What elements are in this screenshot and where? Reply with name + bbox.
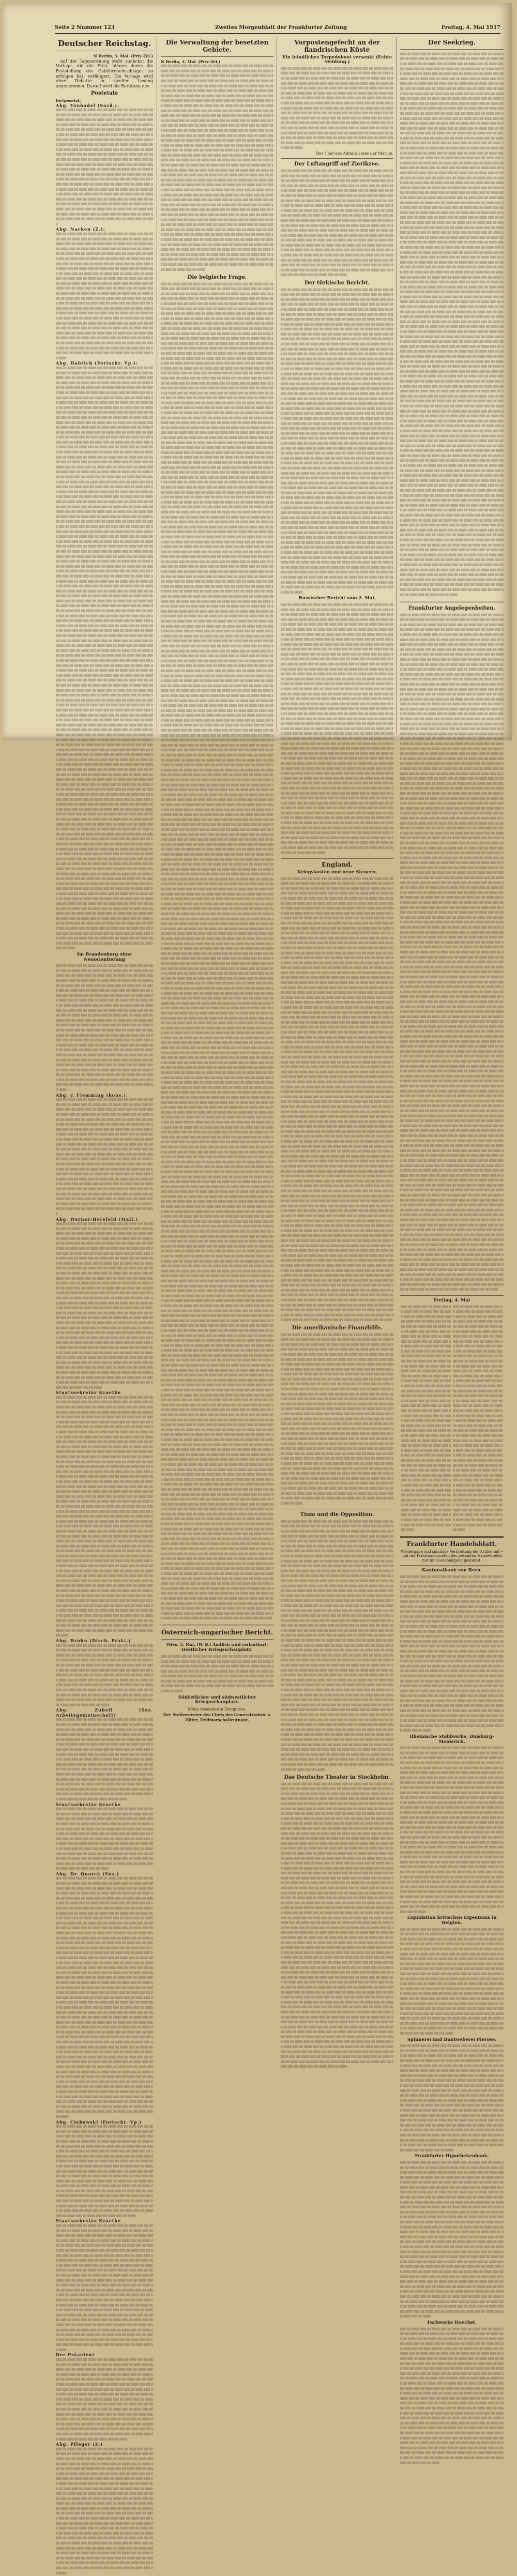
section-heading: Die belgische Frage. (187, 275, 247, 281)
article-headline: Deutscher Reichstag. (57, 39, 151, 48)
article-headline: Die Verwaltung der besetzten Gebiete. (165, 39, 269, 53)
body-text: ███ ██ ████ ███ ██ ████ ███ ██ ████ ███ ██ ████ ███ ██ ████ ███ ██ ████ ███ ██ ████ ███ ██ ████ ███ ██ ████ ███ ██ ████ ███ ██ ████ ███ ██ ████ ███ ██ ████ ███ ██ ████ ███ ██ ████ ███ ██ ████ ███ ██ ████ ███ ██ ████ ███ ██ ████ ███ ██ ████ ███ ██ ████ ███ ██ ████ ███ ██ ████ ███ ██ ████ ███ ██ ████ ███ ██ ████ ███ ██ ████ ███ ██ ████ ███ ██ ████ ███ ██ ████ ███ ██ ████ ███ ██ ████ ███ ██ ████ ███ ██ ████ ███ ██ ████ ███ ██ ████ ███ ██ ████ ███ ██ ████ ███ ██ ████ ███ ██ ████ ███ ██ ████ ███ ██ ████ ███ ██ ████ ███ ██ ████ ███ ██ ████ ███ ██ ████ ███ ██ ████ ███ ██ ████ ███ ██ ████ ███ ██ ████ ███ ██ ████ ███ ██ ████ ███ ██ ████ ███ ██ ████ ███ ██ ████ ███ ██ ████ ███ ██ ████ ███ ██ ████ ███ ██ ████ ███ ██ ████ ███ ██ ████ ███ ██ ████ ███ ██ ████ ███ ██ ████ ███ ██ ████ ███ ██ ████ ███ ██ ████ ███ ██ ████ ███ ██ ████ ███ ██ ████ ███ ██ ████ ███ ██ ████ ███ ██ ████ ███ ██ ████ ███ ██ ████ ███ ██ ████ ███ ██ ████ ███ ██ ████ ███ ██ ████ ███ ██ ████ ███ ██ ████ ███ ██ ████ ███ ██ ████ ███ ██ ████ ███ ██ ████ ███ ██ ████ ███ ██ ████ ███ ██ ████ ███ ██ ████ ███ ██ ████ ███ ██ ████ ███ ██ ████ ███ ██ ████ ███ ██ ████ ███ ██ ████ ███ ██ ████ ███ ██ ████ ███ ██ ████ ███ ██ ████ ███ ██ ████ ███ ██ ████ ███ ██ ████ ███ ██ ████ ███ ██ ████ ███ ██ ████ ███ ██ ████ ███ ██ ████ ███ ██ ████ ███ ██ ████ ███ ██ ████ ███ ██ ████ ███ ██ ████ ███ ██ ████ ███ ██ ████ ███ ██ ████ ███ ██ ████ ███ ██ ████ ███ ██ ████ ███ ██ ████ ███ ██ ████ (281, 170, 393, 277)
dateline: Wien, 3. Mai. (W. B.) Amtlich wird verlautbart: (166, 1642, 268, 1647)
speaker: Abg. Pfleger (Z.) (56, 2442, 103, 2447)
body-text: ███ ██ ████ ███ ██ ████ ███ ██ ████ ███ ██ ████ ███ ██ ████ ███ ██ ████ ███ ██ ████ ███ ██ ████ ███ ██ ████ ███ ██ ████ ███ ██ ████ ███ ██ ████ ███ ██ ████ ███ ██ ████ ███ ██ ████ ███ ██ ████ ███ ██ ████ ███ ██ ████ ███ ██ ████ ███ ██ ████ ███ ██ ████ ███ ██ ████ ███ ██ ████ ███ ██ ████ ███ ██ ████ ███ ██ ████ ███ ██ ████ ███ ██ ████ ███ ██ ████ ███ ██ ████ ███ ██ ████ ███ ██ ████ ███ ██ ████ ███ ██ ████ ███ ██ ████ ███ ██ ████ ███ ██ ████ ███ ██ ████ ███ ██ ████ ███ ██ ████ ███ ██ ████ ███ ██ ████ ███ ██ ████ ███ ██ ████ ███ ██ ████ ███ ██ ████ ███ ██ ████ ███ ██ ████ ███ ██ ████ ███ ██ ████ ███ ██ ████ ███ ██ ████ ███ ██ ████ ███ ██ ████ ███ ██ ████ ███ ██ ████ ███ ██ ████ ███ ██ ████ ███ ██ ████ ███ ██ ████ ███ ██ ████ ███ ██ ████ ███ ██ ████ ███ ██ ████ ███ ██ ████ ███ ██ ████ ███ ██ ████ ███ ██ ████ ███ ██ ████ ███ ██ ████ ███ ██ ████ ███ ██ ████ ███ ██ ████ ███ ██ ████ ███ ██ ████ ███ ██ ████ ███ ██ ████ ███ ██ ████ ███ ██ ████ ███ ██ ████ ███ ██ ████ ███ ██ ████ ███ ██ ████ ███ ██ ████ ███ ██ ████ ███ ██ ████ ███ ██ ████ ███ ██ ████ ███ ██ ████ ███ ██ ████ ███ ██ ████ ███ ██ ████ ███ ██ ████ ███ ██ ████ ███ ██ ████ ███ ██ ████ ███ ██ ████ ███ ██ ████ ███ ██ ████ ███ ██ ████ ███ ██ ████ ███ ██ ████ ███ ██ ████ ███ ██ ████ ███ ██ ████ ███ ██ ████ ███ ██ ████ ███ ██ ████ ███ ██ ████ ███ ██ ████ (400, 2045, 504, 2152)
column-2 (161, 37, 273, 1723)
business-item-title: Rheinische Stahlwerke, Duisburg-Meiderich. (409, 1734, 494, 1745)
article-headline: Die amerikanische Finanzhilfe. (292, 1325, 383, 1331)
speaker: Abg. Ciebowski (Fortschr. Vp.) (56, 2119, 142, 2125)
body-text: ███ ██ ████ ███ ██ ████ ███ ██ ████ ███ ██ ████ ███ ██ ████ ███ ██ ████ ███ ██ ████ ███ ██ ████ ███ ██ ████ ███ ██ ████ ███ ██ ████ ███ ██ ████ ███ ██ ████ ███ ██ ████ ███ ██ ████ ███ ██ ████ ███ ██ ████ ███ ██ ████ ███ ██ ████ ███ ██ ████ ███ ██ ████ ███ ██ ████ ███ ██ ████ ███ ██ ████ ███ ██ ████ ███ ██ ████ ███ ██ ████ ███ ██ ████ ███ ██ ████ ███ ██ ████ ███ ██ ████ ███ ██ ████ ███ ██ ████ ███ ██ ████ ███ ██ ████ ███ ██ ████ ███ ██ ████ ███ ██ ████ ███ ██ ████ ███ ██ ████ ███ ██ ████ ███ ██ ████ ███ ██ ████ ███ ██ ████ ███ ██ ████ ███ ██ ████ ███ ██ ████ ███ ██ ████ ███ ██ ████ ███ ██ ████ ███ ██ ████ ███ ██ ████ ███ ██ ████ ███ ██ ████ ███ ██ ████ ███ ██ ████ ███ ██ ████ ███ ██ ████ ███ ██ ████ ███ ██ ████ ███ ██ ████ ███ ██ ████ ███ ██ ████ ███ ██ ████ ███ ██ ████ ███ ██ ████ ███ ██ ████ ███ ██ ████ ███ ██ ████ ███ ██ ████ ███ ██ ████ ███ ██ ████ ███ ██ ████ ███ ██ ████ ███ ██ ████ ███ ██ ████ ███ ██ ████ ███ ██ ████ ███ ██ ████ ███ ██ ████ (56, 2359, 153, 2441)
article-headline: Der Luftangriff auf Zierikzee. (294, 161, 380, 168)
page-number: Seite 2 Nummer 123 (55, 25, 115, 31)
report-signoff: Der Chef des Admiralstabs der Marine. (316, 150, 393, 156)
body-text: ███ ██ ████ ███ ██ ████ ███ ██ ████ ███ ██ ████ ███ ██ ████ ███ ██ ████ ███ ██ ████ ███ ██ ████ ███ ██ ████ ███ ██ ████ ███ ██ ████ ███ ██ ████ ███ ██ ████ ███ ██ ████ ███ ██ ████ ███ ██ ████ ███ ██ ████ ███ ██ ████ ███ ██ ████ ███ ██ ████ ███ ██ ████ ███ ██ ████ ███ ██ ████ ███ ██ ████ ███ ██ ████ ███ ██ ████ ███ ██ ████ ███ ██ ████ ███ ██ ████ ███ ██ ████ ███ ██ ████ ███ ██ ████ ███ ██ ████ ███ ██ ████ ███ ██ ████ ███ ██ ████ ███ ██ ████ ███ ██ ████ ███ ██ ████ ███ ██ ████ ███ ██ ████ ███ ██ ████ ███ ██ ████ ███ ██ ████ ███ ██ ████ ███ ██ ████ ███ ██ ████ ███ ██ ████ ███ ██ ████ ███ ██ ████ ███ ██ ████ ███ ██ ████ ███ ██ ████ ███ ██ ████ ███ ██ ████ ███ ██ ████ ███ ██ ████ ███ ██ ████ ███ ██ ████ ███ ██ ████ ███ ██ ████ ███ ██ ████ ███ ██ ████ ███ ██ ████ ███ ██ ████ ███ ██ ████ ███ ██ ████ ███ ██ ████ ███ ██ ████ ███ ██ ████ ███ ██ ████ ███ ██ ████ ███ ██ ████ ███ ██ ████ ███ ██ ████ ███ ██ ████ ███ ██ ████ ███ ██ ████ ███ ██ ████ ███ ██ ████ ███ ██ ████ ███ ██ ████ ███ ██ ████ ███ ██ ████ ███ ██ ████ ███ ██ ████ ███ ██ ████ ███ ██ ████ ███ ██ ████ ███ ██ ████ ███ ██ ████ ███ ██ ████ ███ ██ ████ ███ ██ ████ ███ ██ ████ ███ ██ ████ ███ ██ ████ ███ ██ ████ ███ ██ ████ ███ ██ ████ ███ ██ ████ ███ ██ ████ ███ ██ ████ ███ ██ ████ ███ ██ ████ ███ ██ ████ ███ ██ ████ ███ ██ ████ ███ ██ ████ ███ ██ ████ ███ ██ ████ ███ ██ ████ ███ ██ ████ ███ ██ ████ ███ ██ ████ ███ ██ ████ ███ ██ ████ ███ ██ ████ ███ ██ ████ ███ ██ ████ ███ ██ ████ ███ ██ ████ ███ ██ ████ ███ ██ ████ ███ ██ ████ ███ ██ ████ ███ ██ ████ ███ ██ ████ ███ ██ ████ ███ ██ ████ ███ ██ ████ ███ ██ ████ ███ ██ ████ ███ ██ ████ ███ ██ ████ ███ ██ ████ ███ ██ ████ ███ ██ ████ ███ ██ ████ ███ ██ ████ ███ ██ ████ ███ ██ ████ ███ ██ ████ ███ ██ ████ ███ ██ ████ ███ ██ ████ ███ ██ ████ ███ ██ ████ ███ ██ ████ ███ ██ ████ ███ ██ ████ ███ ██ ████ ███ ██ ████ ███ ██ ████ ███ ██ ████ ███ ██ ████ ███ ██ ████ ███ ██ ████ ███ ██ ████ ███ ██ ████ ███ ██ ████ ███ ██ ████ ███ ██ ████ ███ ██ ████ ███ ██ ████ ███ ██ ████ ███ ██ ████ ███ ██ ████ ███ ██ ████ ███ ██ ████ ███ ██ ████ ███ ██ ████ ███ ██ ████ ███ ██ ████ ███ ██ ████ ███ ██ ████ ███ ██ ████ ███ ██ ████ ███ ██ ████ ███ ██ ████ ███ ██ ████ ███ ██ ████ ███ ██ ████ ███ ██ ████ ███ ██ ████ ███ ██ ████ ███ ██ ████ ███ ██ ████ ███ ██ ████ ███ ██ ████ ███ ██ ████ ███ ██ ████ ███ ██ ████ ███ ██ ████ ███ ██ ████ ███ ██ ████ ███ ██ ████ ███ ██ ████ ███ ██ ████ ███ ██ ████ ███ ██ ████ ███ ██ ████ ███ ██ ████ ███ ██ ████ ███ ██ ████ ███ ██ ████ ███ ██ ████ ███ ██ ████ ███ ██ ████ ███ ██ ████ ███ ██ ████ ███ ██ ████ ███ ██ ████ ███ ██ ████ ███ ██ ████ ███ ██ ████ ███ ██ ████ ███ ██ ████ ███ ██ ████ ███ ██ ████ ███ ██ ████ ███ ██ ████ ███ ██ ████ ███ ██ ████ ███ ██ ████ ███ ██ ████ ███ ██ ████ ███ ██ ████ ███ ██ ████ ███ ██ ████ ███ ██ ████ ███ ██ ████ ███ ██ ████ ███ ██ ████ ███ ██ ████ ███ ██ ████ ███ ██ ████ ███ ██ ████ ███ ██ ████ ███ ██ ████ ███ ██ ████ ███ ██ ████ ███ ██ ████ ███ ██ ████ ███ ██ ████ ███ ██ ████ ███ ██ ████ ███ ██ ████ ███ ██ ████ ███ ██ ████ ███ ██ ████ ███ ██ ████ ███ ██ ████ ███ ██ ████ ███ ██ ████ ███ ██ ████ ███ ██ ████ ███ ██ ████ ███ ██ ████ ███ ██ ████ ███ ██ ████ ███ ██ ████ ███ ██ ████ ███ ██ ████ ███ ██ ████ ███ ██ ████ ███ ██ ████ ███ ██ ████ ███ ██ ████ ███ ██ ████ ███ ██ ████ ███ ██ ████ ███ ██ ████ ███ ██ ████ ███ ██ ████ ███ ██ ████ ███ ██ ████ ███ ██ ████ ███ ██ ████ ███ ██ ████ ███ ██ ████ ███ ██ ████ ███ ██ ████ ███ ██ ████ ███ ██ ████ ███ ██ ████ ███ ██ ████ ███ ██ ████ ███ ██ ████ ███ ██ ████ ███ ██ ████ ███ ██ ████ ███ ██ ████ ███ ██ ████ ███ ██ ████ ███ ██ ████ ███ ██ ████ ███ ██ ████ ███ ██ ████ ███ ██ ████ ███ ██ ████ ███ ██ ████ ███ ██ ████ ███ ██ ████ ███ ██ ████ ███ ██ ████ ███ ██ ████ ███ ██ ████ ███ ██ ████ ███ ██ ████ ███ ██ ████ ███ ██ ████ ███ ██ ████ ███ ██ ████ ███ ██ ████ ███ ██ ████ ███ ██ ████ ███ ██ ████ ███ ██ ████ ███ ██ ████ ███ ██ ████ ███ ██ ████ ███ ██ ████ ███ ██ ████ ███ ██ ████ ███ ██ ████ ███ ██ ████ ███ ██ ████ ███ ██ ████ ███ ██ ████ ███ ██ ████ ███ ██ ████ ███ ██ ████ ███ ██ ████ ███ ██ ████ ███ ██ ████ ███ ██ ████ ███ ██ ████ ███ ██ ████ ███ ██ ████ ███ ██ ████ ███ ██ ████ ███ ██ ████ ███ ██ ████ ███ ██ ████ ███ ██ ████ ███ ██ ████ ███ ██ ████ ███ ██ ████ ███ ██ ████ ███ ██ ████ ███ ██ ████ ███ ██ ████ ███ ██ ████ ███ ██ ████ ███ ██ ████ ███ ██ ████ ███ ██ ████ ███ ██ ████ ███ ██ ████ ███ ██ ████ ███ ██ ████ ███ ██ ████ ███ ██ ████ ███ ██ ████ ███ ██ ████ ███ ██ ████ ███ ██ ████ ███ ██ ████ ███ ██ ████ ███ ██ ████ ███ ██ ████ ███ ██ ████ ███ ██ ████ ███ ██ ████ ███ ██ ████ ███ ██ ████ ███ ██ ████ ███ ██ ████ ███ ██ ████ ███ ██ ████ ███ ██ ████ ███ ██ ████ ███ ██ ████ ███ ██ ████ ███ ██ ████ ███ ██ ████ ███ ██ ████ ███ ██ ████ ███ ██ ████ ███ ██ ████ ███ ██ ████ ███ ██ ████ ███ ██ ████ ███ ██ ████ ███ ██ ████ ███ ██ ████ ███ ██ ████ ███ ██ ████ ███ ██ ████ ███ ██ ████ ███ ██ ████ ███ ██ ████ ███ ██ ████ ███ ██ ████ ███ ██ ████ ███ ██ ████ ███ ██ ████ ███ ██ ████ ███ ██ ████ ███ ██ ████ ███ ██ ████ ███ ██ ████ ███ ██ ████ ███ ██ ████ ███ ██ ████ ███ ██ ████ ███ ██ ████ ███ ██ ████ ███ ██ ████ ███ ██ ████ ███ ██ ████ ███ ██ ████ ███ ██ ████ ███ ██ ████ ███ ██ ████ ███ ██ ████ ███ ██ ████ ███ ██ ████ ███ ██ ████ ███ ██ ████ ███ ██ ████ ███ ██ ████ ███ ██ ████ ███ ██ ████ ███ ██ ████ ███ ██ ████ ███ ██ ████ ███ ██ ████ ███ ██ ████ ███ ██ ████ ███ ██ ████ ███ ██ ████ ███ ██ ████ ███ ██ ████ ███ ██ ████ ███ ██ ████ ███ ██ ████ ███ ██ ████ ███ ██ ████ ███ ██ ████ ███ ██ ████ ███ ██ ████ ███ ██ ████ ███ ██ ████ ███ ██ ████ ███ ██ ████ ███ ██ ████ ███ ██ ████ ███ ██ ████ ███ ██ ████ ███ ██ ████ ███ ██ ████ ███ ██ ████ ███ ██ ████ ███ ██ ████ ███ ██ ████ ███ ██ ████ ███ ██ ████ ███ ██ ████ ███ ██ ████ ███ ██ ████ ███ ██ ████ ███ ██ ████ ███ ██ ████ ███ ██ ████ ███ ██ ████ ███ ██ ████ ███ ██ ████ ███ ██ ████ ███ ██ ████ ███ ██ ████ ███ ██ ████ ███ ██ ████ ███ ██ ████ ███ ██ ████ ███ ██ ████ ███ ██ ████ ███ ██ ████ ███ ██ ████ ███ ██ ████ ███ ██ ████ ███ ██ ████ ███ ██ ████ ███ ██ ████ ███ ██ ████ ███ ██ ████ ███ ██ ████ ███ ██ ████ ███ ██ ████ ███ ██ ████ ███ ██ ████ ███ ██ ████ ███ ██ ████ ███ ██ ████ ███ ██ ████ ███ ██ ████ ███ ██ ████ ███ ██ ████ ███ ██ ████ ███ ██ ████ ███ ██ ████ ███ ██ ████ ███ ██ ████ ███ ██ ████ ███ ██ ████ ███ ██ ████ ███ ██ ████ ███ ██ ████ ███ ██ ████ ███ ██ ████ ███ ██ ████ ███ ██ ████ ███ ██ ████ ███ ██ ████ ███ ██ ████ ███ ██ ████ ███ ██ ████ ███ ██ ████ ███ ██ ████ ███ ██ ████ ███ ██ ████ ███ ██ ████ ███ ██ ████ ███ ██ ████ ███ ██ ████ ███ ██ ████ ███ ██ ████ ███ ██ ████ ███ ██ ████ ███ ██ ████ ███ ██ ████ ███ ██ ████ ███ ██ ████ ███ ██ ████ ███ ██ ████ ███ ██ ████ ███ ██ ████ ███ ██ ████ ███ ██ ████ ███ ██ ████ ███ ██ ████ ███ ██ ████ ███ ██ ████ ███ ██ ████ ███ ██ ████ ███ ██ ████ ███ ██ ████ ███ ██ ████ ███ ██ ████ (56, 367, 153, 950)
article-intro: Auf der Tagesordnung steht zunächst die Vorlage, die die Frist, binnen deren die Feststellung des Gebühreneinschlages zu erfolgen hat, verlängert. Die Vorlage wird ohne Debatte in zweiter Lesung angenommen. Darauf wird die Beratung des (56, 58, 153, 88)
issue-date: Freitag, 4. Mai 1917 (442, 25, 500, 31)
business-item-title: Kantonalbank von Bern. (421, 1568, 482, 1573)
body-text: ███ ██ ████ ███ ██ ████ ███ ██ ████ ███ ██ ████ ███ ██ ████ ███ ██ ████ ███ ██ ████ ███ ██ ████ ███ ██ ████ ███ ██ ████ ███ ██ ████ ███ ██ ████ ███ ██ ████ ███ ██ ████ ███ ██ ████ ███ ██ ████ ███ ██ ████ ███ ██ ████ ███ ██ ████ ███ ██ ████ ███ ██ ████ ███ ██ ████ ███ ██ ████ ███ ██ ████ ███ ██ ████ ███ ██ ████ ███ ██ ████ ███ ██ ████ ███ ██ ████ ███ ██ ████ ███ ██ ████ ███ ██ ████ ███ ██ ████ ███ ██ ████ ███ ██ ████ ███ ██ ████ ███ ██ ████ ███ ██ ████ ███ ██ ████ ███ ██ ████ ███ ██ ████ ███ ██ ████ ███ ██ ████ ███ ██ ████ ███ ██ ████ ███ ██ ████ ███ ██ ████ ███ ██ ████ ███ ██ ████ ███ ██ ████ ███ ██ ████ ███ ██ ████ ███ ██ ████ ███ ██ ████ ███ ██ ████ ███ ██ ████ ███ ██ ████ ███ ██ ████ ███ ██ ████ ███ ██ ████ ███ ██ ████ ███ ██ ████ ███ ██ ████ ███ ██ ████ ███ ██ ████ ███ ██ ████ ███ ██ ████ ███ ██ ████ ███ ██ ████ ███ ██ ████ ███ ██ ████ ███ ██ ████ ███ ██ ████ ███ ██ ████ ███ ██ ████ ███ ██ ████ ███ ██ ████ ███ ██ ████ ███ ██ ████ ███ ██ ████ ███ ██ ████ ███ ██ ████ ███ ██ ████ ███ ██ ████ ███ ██ ████ ███ ██ ████ ███ ██ ████ ███ ██ ████ ███ ██ ████ ███ ██ ████ ███ ██ ████ ███ ██ ████ ███ ██ ████ ███ ██ ████ ███ ██ ████ ███ ██ ████ ███ ██ ████ ███ ██ ████ ███ ██ ████ ███ ██ ████ ███ ██ ████ ███ ██ ████ ███ ██ ████ ███ ██ ████ ███ ██ ████ ███ ██ ████ ███ ██ ████ ███ ██ ████ ███ ██ ████ ███ ██ ████ (400, 1928, 504, 2036)
body-text: ███ ██ ████ ███ ██ ████ ███ ██ ████ ███ ██ ████ ███ ██ ████ ███ ██ ████ ███ ██ ████ ███ ██ ████ ███ ██ ████ ███ ██ ████ ███ ██ ████ ███ ██ ████ ███ ██ ████ ███ ██ ████ ███ ██ ████ ███ ██ ████ ███ ██ ████ ███ ██ ████ ███ ██ ████ ███ ██ ████ ███ ██ ████ ███ ██ ████ ███ ██ ████ ███ ██ ████ ███ ██ ████ ███ ██ ████ ███ ██ ████ ███ ██ ████ ███ ██ ████ ███ ██ ████ ███ ██ ████ ███ ██ ████ ███ ██ ████ ███ ██ ████ ███ ██ ████ ███ ██ ████ ███ ██ ████ ███ ██ ████ ███ ██ ████ ███ ██ ████ ███ ██ ████ ███ ██ ████ ███ ██ ████ ███ ██ ████ ███ ██ ████ ███ ██ ████ ███ ██ ████ ███ ██ ████ ███ ██ ████ ███ ██ ████ ███ ██ ████ ███ ██ ████ ███ ██ ████ ███ ██ ████ ███ ██ ████ ███ ██ ████ ███ ██ ████ ███ ██ ████ ███ ██ ████ ███ ██ ████ ███ ██ ████ ███ ██ ████ ███ ██ ████ ███ ██ ████ ███ ██ ████ ███ ██ ████ ███ ██ ████ ███ ██ ████ ███ ██ ████ ███ ██ ████ ███ ██ ████ ███ ██ ████ ███ ██ ████ ███ ██ ████ ███ ██ ████ ███ ██ ████ ███ ██ ████ ███ ██ ████ ███ ██ ████ ███ ██ ████ ███ ██ ████ ███ ██ ████ ███ ██ ████ ███ ██ ████ ███ ██ ████ ███ ██ ████ ███ ██ ████ ███ ██ ████ ███ ██ ████ ███ ██ ████ ███ ██ ████ ███ ██ ████ ███ ██ ████ ███ ██ ████ ███ ██ ████ ███ ██ ████ ███ ██ ████ ███ ██ ████ ███ ██ ████ ███ ██ ████ ███ ██ ████ ███ ██ ████ ███ ██ ████ ███ ██ ████ ███ ██ ████ ███ ██ ████ ███ ██ ████ ███ ██ ████ ███ ██ ████ ███ ██ ████ ███ ██ ████ ███ ██ ████ ███ ██ ████ ███ ██ ████ ███ ██ ████ ███ ██ ████ ███ ██ ████ ███ ██ ████ ███ ██ ████ ███ ██ ████ ███ ██ ████ ███ ██ ████ ███ ██ ████ ███ ██ ████ ███ ██ ████ ███ ██ ████ ███ ██ ████ ███ ██ ████ ███ ██ ████ ███ ██ ████ ███ ██ ████ ███ ██ ████ ███ ██ ████ ███ ██ ████ ███ ██ ████ ███ ██ ████ ███ ██ ████ ███ ██ ████ ███ ██ ████ ███ ██ ████ ███ ██ ████ ███ ██ ████ ███ ██ ████ ███ ██ ████ ███ ██ ████ ███ ██ ████ ███ ██ ████ ███ ██ ████ ███ ██ ████ ███ ██ ████ ███ ██ ████ ███ ██ ████ ███ ██ ████ ███ ██ ████ ███ ██ ████ ███ ██ ████ ███ ██ ████ ███ ██ ████ ███ ██ ████ ███ ██ ████ ███ ██ ████ ███ ██ ████ ███ ██ ████ ███ ██ ████ ███ ██ ████ ███ ██ ████ ███ ██ ████ ███ ██ ████ ███ ██ ████ ███ ██ ████ ███ ██ ████ ███ ██ ████ ███ ██ ████ ███ ██ ████ ███ ██ ████ ███ ██ ████ ███ ██ ████ ███ ██ ████ ███ ██ ████ ███ ██ ████ ███ ██ ████ ███ ██ ████ ███ ██ ████ ███ ██ ████ ███ ██ ████ ███ ██ ████ ███ ██ ████ ███ ██ ████ ███ ██ ████ ███ ██ ████ ███ ██ ████ ███ ██ ████ ███ ██ ████ ███ ██ ████ ███ ██ ████ ███ ██ ████ ███ ██ ████ ███ ██ ████ ███ ██ ████ ███ ██ ████ ███ ██ ████ ███ ██ ████ ███ ██ ████ ███ ██ ████ ███ ██ ████ ███ ██ ████ ███ ██ ████ ███ ██ ████ ███ ██ ████ ███ ██ ████ ███ ██ ████ ███ ██ ████ ███ ██ ████ ███ ██ ████ ███ ██ ████ ███ ██ ████ ███ ██ ████ ███ ██ ████ ███ ██ ████ ███ ██ ████ ███ ██ ████ ███ ██ ████ ███ ██ ████ ███ ██ ████ ███ ██ ████ ███ ██ ████ ███ ██ ████ ███ ██ ████ ███ ██ ████ ███ ██ ████ ███ ██ ████ ███ ██ ████ ███ ██ ████ ███ ██ ████ ███ ██ ████ ███ ██ ████ ███ ██ ████ ███ ██ ████ ███ ██ ████ ███ ██ ████ ███ ██ ████ ███ ██ ████ ███ ██ ████ ███ ██ ████ ███ ██ ████ ███ ██ ████ ███ ██ ████ ███ ██ ████ ███ ██ ████ ███ ██ ████ ███ ██ ████ ███ ██ ████ ███ ██ ████ ███ ██ ████ ███ ██ ████ ███ ██ ████ ███ ██ ████ ███ ██ ████ ███ ██ ████ ███ ██ ████ ███ ██ ████ ███ ██ ████ ███ ██ ████ ███ ██ ████ ███ ██ ████ ███ ██ ████ ███ ██ ████ ███ ██ ████ ███ ██ ████ ███ ██ ████ ███ ██ ████ ███ ██ ████ ███ ██ ████ ███ ██ ████ ███ ██ ████ ███ ██ ████ ███ ██ ████ ███ ██ ████ ███ ██ ████ ███ ██ ████ ███ ██ ████ ███ ██ ████ ███ ██ ████ ███ ██ ████ ███ ██ ████ ███ ██ ████ ███ ██ ████ ███ ██ ████ ███ ██ ████ ███ ██ ████ ███ ██ ████ ███ ██ ████ ███ ██ ████ ███ ██ ████ ███ ██ ████ ███ ██ ████ ███ ██ ████ ███ ██ ████ ███ ██ ████ ███ ██ ████ ███ ██ ████ ███ ██ ████ ███ ██ ████ ███ ██ ████ ███ ██ ████ ███ ██ ████ ███ ██ ████ ███ ██ ████ ███ ██ ████ ███ ██ ████ ███ ██ ████ ███ ██ ████ ███ ██ ████ ███ ██ ████ ███ ██ ████ ███ ██ ████ ███ ██ ████ ███ ██ ████ ███ ██ ████ ███ ██ ████ (281, 1783, 393, 2069)
body-text: ███ ██ ████ ███ ██ ████ ███ ██ ████ ███ ██ ████ ███ ██ ████ ███ ██ ████ ███ ██ ████ ███ ██ ████ ███ ██ ████ ███ ██ ████ ███ ██ ████ ███ ██ ████ ███ ██ ████ ███ ██ ████ ███ ██ ████ ███ ██ ████ ███ ██ ████ ███ ██ ████ ███ ██ ████ ███ ██ ████ ███ ██ ████ ███ ██ ████ ███ ██ ████ ███ ██ ████ ███ ██ ████ ███ ██ ████ ███ ██ ████ ███ ██ ████ ███ ██ ████ ███ ██ ████ ███ ██ ████ ███ ██ ████ ███ ██ ████ ███ ██ ████ ███ ██ ████ ███ ██ ████ ███ ██ ████ ███ ██ ████ ███ ██ ████ ███ ██ ████ ███ ██ ████ ███ ██ ████ ███ ██ ████ ███ ██ ████ ███ ██ ████ ███ ██ ████ ███ ██ ████ ███ ██ ████ ███ ██ ████ ███ ██ ████ ███ ██ ████ ███ ██ ████ ███ ██ ████ ███ ██ ████ ███ ██ ████ ███ ██ ████ ███ ██ ████ ███ ██ ████ ███ ██ ████ ███ ██ ████ (56, 1644, 153, 1707)
body-text: ███ ██ ████ ███ ██ ████ ███ ██ ████ ███ ██ ████ ███ ██ ████ ███ ██ ████ ███ ██ ████ ███ ██ ████ ███ ██ ████ ███ ██ ████ ███ ██ ████ ███ ██ ████ ███ ██ ████ ███ ██ ████ ███ ██ ████ ███ ██ ████ ███ ██ ████ ███ ██ ████ ███ ██ ████ ███ ██ ████ ███ ██ ████ ███ ██ ████ ███ ██ ████ ███ ██ ████ ███ ██ ████ ███ ██ ████ ███ ██ ████ ███ ██ ████ ███ ██ ████ ███ ██ ████ ███ ██ ████ ███ ██ ████ ███ ██ ████ ███ ██ ████ ███ ██ ████ ███ ██ ████ ███ ██ ████ ███ ██ ████ ███ ██ ████ ███ ██ ████ ███ ██ ████ ███ ██ ████ ███ ██ ████ ███ ██ ████ ███ ██ ████ ███ ██ ████ ███ ██ ████ ███ ██ ████ ███ ██ ████ ███ ██ ████ ███ ██ ████ ███ ██ ████ ███ ██ ████ ███ ██ ████ ███ ██ ████ ███ ██ ████ ███ ██ ████ ███ ██ ████ ███ ██ ████ ███ ██ ████ ███ ██ ████ ███ ██ ████ ███ ██ ████ ███ ██ ████ ███ ██ ████ ███ ██ ████ ███ ██ ████ ███ ██ ████ ███ ██ ████ ███ ██ ████ ███ ██ ████ ███ ██ ████ ███ ██ ████ ███ ██ ████ ███ ██ ████ ███ ██ ████ ███ ██ ████ ███ ██ ████ ███ ██ ████ ███ ██ ████ (56, 1719, 153, 1801)
body-text: ███ ██ ████ ███ ██ ████ ███ ██ ████ ███ ██ ████ ███ ██ ████ ███ ██ ████ ███ ██ ████ ███ ██ ████ ███ ██ ████ ███ ██ ████ ███ ██ ████ ███ ██ ████ ███ ██ ████ ███ ██ ████ ███ ██ ████ ███ ██ ████ ███ ██ ████ ███ ██ ████ ███ ██ ████ ███ ██ ████ ███ ██ ████ ███ ██ ████ ███ ██ ████ ███ ██ ████ ███ ██ ████ ███ ██ ████ ███ ██ ████ ███ ██ ████ ███ ██ ████ ███ ██ ████ ███ ██ ████ ███ ██ ████ ███ ██ ████ ███ ██ ████ ███ ██ ████ ███ ██ ████ ███ ██ ████ ███ ██ ████ ███ ██ ████ ███ ██ ████ ███ ██ ████ ███ ██ ████ ███ ██ ████ ███ ██ ████ ███ ██ ████ ███ ██ ████ ███ ██ ████ ███ ██ ████ ███ ██ ████ ███ ██ ████ ███ ██ ████ ███ ██ ████ ███ ██ ████ ███ ██ ████ ███ ██ ████ ███ ██ ████ ███ ██ ████ ███ ██ ████ ███ ██ ████ ███ ██ ████ ███ ██ ████ ███ ██ ████ ███ ██ ████ ███ ██ ████ ███ ██ ████ ███ ██ ████ ███ ██ ████ ███ ██ ████ ███ ██ ████ ███ ██ ████ ███ ██ ████ ███ ██ ████ ███ ██ ████ ███ ██ ████ ███ ██ ████ ███ ██ ████ ███ ██ ████ ███ ██ ████ ███ ██ ████ ███ ██ ████ ███ ██ ████ ███ ██ ████ ███ ██ ████ ███ ██ ████ ███ ██ ████ ███ ██ ████ ███ ██ ████ ███ ██ ████ ███ ██ ████ ███ ██ ████ ███ ██ ████ ███ ██ ████ ███ ██ ████ ███ ██ ████ ███ ██ ████ ███ ██ ████ ███ ██ ████ ███ ██ ████ ███ ██ ████ ███ ██ ████ ███ ██ ████ ███ ██ ████ ███ ██ ████ ███ ██ ████ ███ ██ ████ ███ ██ ████ ███ ██ ████ ███ ██ ████ ███ ██ ████ ███ ██ ████ ███ ██ ████ ███ ██ ████ ███ ██ ████ ███ ██ ████ ███ ██ ████ ███ ██ ████ ███ ██ ████ ███ ██ ████ ███ ██ ████ ███ ██ ████ ███ ██ ████ ███ ██ ████ ███ ██ ████ ███ ██ ████ ███ ██ ████ ███ ██ ████ ███ ██ ████ ███ ██ ████ ███ ██ ████ ███ ██ ████ ███ ██ ████ ███ ██ ████ ███ ██ ████ ███ ██ ████ ███ ██ ████ ███ ██ ████ ███ ██ ████ ███ ██ ████ ███ ██ ████ ███ ██ ████ ███ ██ ████ ███ ██ ████ ███ ██ ████ ███ ██ ████ ███ ██ ████ ███ ██ ████ ███ ██ ████ ███ ██ ████ ███ ██ ████ ███ ██ ████ ███ ██ ████ ███ ██ ████ ███ ██ ████ ███ ██ ████ ███ ██ ████ ███ ██ ████ ███ ██ ████ ███ ██ ████ ███ ██ ████ ███ ██ ████ ███ ██ ████ ███ ██ ████ ███ ██ ████ ███ ██ ████ ███ ██ ████ ███ ██ ████ ███ ██ ████ ███ ██ ████ ███ ██ ████ ███ ██ ████ ███ ██ ████ ███ ██ ████ ███ ██ ████ ███ ██ ████ ███ ██ ████ ███ ██ ████ ███ ██ ████ ███ ██ ████ ███ ██ ████ ███ ██ ████ ███ ██ ████ ███ ██ ████ ███ ██ ████ ███ ██ ████ ███ ██ ████ ███ ██ ████ ███ ██ ████ ███ ██ ████ ███ ██ ████ ███ ██ ████ ███ ██ ████ ███ ██ ████ ███ ██ ████ ███ ██ ████ ███ ██ ████ ███ ██ ████ ███ ██ ████ ███ ██ ████ ███ ██ ████ ███ ██ ████ ███ ██ ████ ███ ██ ████ ███ ██ ████ ███ ██ ████ ███ ██ ████ ███ ██ ████ ███ ██ ████ ███ ██ ████ ███ ██ ████ ███ ██ ████ ███ ██ ████ ███ ██ ████ ███ ██ ████ ███ ██ ████ ███ ██ ████ ███ ██ ████ ███ ██ ████ ███ ██ ████ ███ ██ ████ ███ ██ ████ ███ ██ ████ ███ ██ ████ ███ ██ ████ ███ ██ ████ ███ ██ ████ ███ ██ ████ ███ ██ ████ ███ ██ ████ ███ ██ ████ ███ ██ ████ (56, 1877, 153, 2118)
speaker: Abg. Habrich (Fortschr. Vp.): (56, 360, 138, 366)
section-subheading: Russischer Bericht vom 2. Mai. (298, 596, 376, 601)
table-title: Freitag, 4. Mai (433, 1297, 470, 1303)
body-text: ███ ██ ████ ███ ██ ████ ███ ██ ████ ███ ██ ████ ███ ██ ████ ███ ██ ████ ███ ██ ████ ███ ██ ████ ███ ██ ████ ███ ██ ████ ███ ██ ████ ███ ██ ████ ███ ██ ████ ███ ██ ████ ███ ██ ████ ███ ██ ████ ███ ██ ████ ███ ██ ████ ███ ██ ████ ███ ██ ████ ███ ██ ████ ███ ██ ████ ███ ██ ████ ███ ██ ████ ███ ██ ████ ███ ██ ████ ███ ██ ████ ███ ██ ████ ███ ██ ████ ███ ██ ████ ███ ██ ████ ███ ██ ████ ███ ██ ████ ███ ██ ████ ███ ██ ████ ███ ██ ████ ███ ██ ████ ███ ██ ████ ███ ██ ████ ███ ██ ████ ███ ██ ████ ███ ██ ████ ███ ██ ████ ███ ██ ████ ███ ██ ████ ███ ██ ████ ███ ██ ████ ███ ██ ████ ███ ██ ████ ███ ██ ████ ███ ██ ████ ███ ██ ████ ███ ██ ████ ███ ██ ████ ███ ██ ████ ███ ██ ████ ███ ██ ████ ███ ██ ████ ███ ██ ████ ███ ██ ████ ███ ██ ████ ███ ██ ████ ███ ██ ████ ███ ██ ████ ███ ██ ████ ███ ██ ████ ███ ██ ████ ███ ██ ████ ███ ██ ████ ███ ██ ████ ███ ██ ████ ███ ██ ████ ███ ██ ████ ███ ██ ████ ███ ██ ████ ███ ██ ████ ███ ██ ████ ███ ██ ████ ███ ██ ████ ███ ██ ████ ███ ██ ████ ███ ██ ████ ███ ██ ████ ███ ██ ████ ███ ██ ████ ███ ██ ████ ███ ██ ████ ███ ██ ████ ███ ██ ████ ███ ██ ████ (281, 67, 393, 150)
body-text: ███ ██ ████ ███ ██ ████ ███ ██ ████ ███ ██ ████ ███ ██ ████ ███ ██ ████ ███ ██ ████ ███ ██ ████ ███ ██ ████ ███ ██ ████ ███ ██ ████ ███ ██ ████ ███ ██ ████ ███ ██ ████ ███ ██ ████ ███ ██ ████ ███ ██ ████ ███ ██ ████ ███ ██ ████ ███ ██ ████ ███ ██ ████ ███ ██ ████ ███ ██ ████ ███ ██ ████ ███ ██ ████ ███ ██ ████ ███ ██ ████ ███ ██ ████ ███ ██ ████ ███ ██ ████ ███ ██ ████ ███ ██ ████ ███ ██ ████ ███ ██ ████ ███ ██ ████ ███ ██ ████ ███ ██ ████ ███ ██ ████ ███ ██ ████ ███ ██ ████ ███ ██ ████ ███ ██ ████ ███ ██ ████ ███ ██ ████ ███ ██ ████ ███ ██ ████ ███ ██ ████ ███ ██ ████ ███ ██ ████ ███ ██ ████ ███ ██ ████ ███ ██ ████ ███ ██ ████ ███ ██ ████ ███ ██ ████ ███ ██ ████ ███ ██ ████ ███ ██ ████ ███ ██ ████ ███ ██ ████ ███ ██ ████ ███ ██ ████ ███ ██ ████ ███ ██ ████ ███ ██ ████ ███ ██ ████ ███ ██ ████ ███ ██ ████ ███ ██ ████ ███ ██ ████ ███ ██ ████ ███ ██ ████ ███ ██ ████ ███ ██ ████ ███ ██ ████ ███ ██ ████ ███ ██ ████ ███ ██ ████ ███ ██ ████ ███ ██ ████ ███ ██ ████ ███ ██ ████ ███ ██ ████ ███ ██ ████ ███ ██ ████ ███ ██ ████ ███ ██ ████ ███ ██ ████ ███ ██ ████ ███ ██ ████ ███ ██ ████ ███ ██ ████ ███ ██ ████ ███ ██ ████ ███ ██ ████ ███ ██ ████ ███ ██ ████ ███ ██ ████ ███ ██ ████ ███ ██ ████ ███ ██ ████ ███ ██ ████ ███ ██ ████ ███ ██ ████ ███ ██ ████ ███ ██ ████ ███ ██ ████ ███ ██ ████ ███ ██ ████ ███ ██ ████ ███ ██ ████ ███ ██ ████ ███ ██ ████ ███ ██ ████ ███ ██ ████ ███ ██ ████ ███ ██ ████ ███ ██ ████ ███ ██ ████ ███ ██ ████ ███ ██ ████ ███ ██ ████ ███ ██ ████ ███ ██ ████ ███ ██ ████ ███ ██ ████ ███ ██ ████ ███ ██ ████ ███ ██ ████ ███ ██ ████ ███ ██ ████ ███ ██ ████ ███ ██ ████ ███ ██ ████ ███ ██ ████ ███ ██ ████ ███ ██ ████ ███ ██ ████ ███ ██ ████ ███ ██ ████ ███ ██ ████ ███ ██ ████ ███ ██ ████ ███ ██ ████ ███ ██ ████ ███ ██ ████ ███ ██ ████ ███ ██ ████ ███ ██ ████ ███ ██ ████ ███ ██ ████ ███ ██ ████ ███ ██ ████ ███ ██ ████ ███ ██ ████ ███ ██ ████ ███ ██ ████ ███ ██ ████ ███ ██ ████ ███ ██ ████ ███ ██ ████ ███ ██ ████ ███ ██ ████ ███ ██ ████ ███ ██ ████ ███ ██ ████ ███ ██ ████ ███ ██ ████ ███ ██ ████ ███ ██ ████ ███ ██ ████ ███ ██ ████ ███ ██ ████ ███ ██ ████ ███ ██ ████ ███ ██ ████ ███ ██ ████ ███ ██ ████ ███ ██ ████ ███ ██ ████ ███ ██ ████ ███ ██ ████ ███ ██ ████ ███ ██ ████ ███ ██ ████ ███ ██ ████ ███ ██ ████ ███ ██ ████ ███ ██ ████ ███ ██ ████ ███ ██ ████ ███ ██ ████ ███ ██ ████ ███ ██ ████ ███ ██ ████ ███ ██ ████ ███ ██ ████ ███ ██ ████ ███ ██ ████ ███ ██ ████ ███ ██ ████ ███ ██ ████ ███ ██ ████ ███ ██ ████ ███ ██ ████ ███ ██ ████ ███ ██ ████ ███ ██ ████ ███ ██ ████ ███ ██ ████ ███ ██ ████ ███ ██ ████ ███ ██ ████ ███ ██ ████ ███ ██ ████ ███ ██ ████ ███ ██ ████ ███ ██ ████ ███ ██ ████ ███ ██ ████ ███ ██ ████ ███ ██ ████ ███ ██ ████ ███ ██ ████ ███ ██ ████ ███ ██ ████ ███ ██ ████ ███ ██ ████ ███ ██ ████ ███ ██ ████ ███ ██ ████ ███ ██ ████ ███ ██ ████ ███ ██ ████ ███ ██ ████ ███ ██ ████ ███ ██ ████ ███ ██ ████ ███ ██ ████ ███ ██ ████ ███ ██ ████ ███ ██ ████ ███ ██ ████ ███ ██ ████ ███ ██ ████ ███ ██ ████ ███ ██ ████ ███ ██ ████ ███ ██ ████ ███ ██ ████ ███ ██ ████ ███ ██ ████ ███ ██ ████ ███ ██ ████ ███ ██ ████ ███ ██ ████ ███ ██ ████ ███ ██ ████ ███ ██ ████ ███ ██ ████ ███ ██ ████ ███ ██ ████ ███ ██ ████ ███ ██ ████ ███ ██ ████ ███ ██ ████ ███ ██ ████ ███ ██ ████ ███ ██ ████ ███ ██ ████ ███ ██ ████ ███ ██ ████ ███ ██ ████ ███ ██ ████ ███ ██ ████ ███ ██ ████ ███ ██ ████ ███ ██ ████ ███ ██ ████ ███ ██ ████ ███ ██ ████ ███ ██ ████ ███ ██ ████ ███ ██ ████ ███ ██ ████ ███ ██ ████ ███ ██ ████ ███ ██ ████ ███ ██ ████ ███ ██ ████ ███ ██ ████ ███ ██ ████ ███ ██ ████ ███ ██ ████ ███ ██ ████ ███ ██ ████ ███ ██ ████ ███ ██ ████ ███ ██ ████ ███ ██ ████ ███ ██ ████ ███ ██ ████ ███ ██ ████ ███ ██ ████ ███ ██ ████ ███ ██ ████ ███ ██ ████ ███ ██ ████ ███ ██ ████ ███ ██ ████ ███ ██ ████ ███ ██ ████ ███ ██ ████ ███ ██ ████ ███ ██ ████ ███ ██ ████ ███ ██ ████ ███ ██ ████ ███ ██ ████ ███ ██ ████ ███ ██ ████ ███ ██ ████ ███ ██ ████ ███ ██ ████ ███ ██ ████ ███ ██ ████ ███ ██ ████ ███ ██ ████ ███ ██ ████ ███ ██ ████ ███ ██ ████ ███ ██ ████ ███ ██ ████ ███ ██ ████ ███ ██ ████ ███ ██ ████ ███ ██ ████ ███ ██ ████ ███ ██ ████ ███ ██ ████ ███ ██ ████ ███ ██ ████ ███ ██ ████ ███ ██ ████ ███ ██ ████ ███ ██ ████ ███ ██ ████ ███ ██ ████ ███ ██ ████ ███ ██ ████ ███ ██ ████ ███ ██ ████ ███ ██ ████ ███ ██ ████ ███ ██ ████ ███ ██ ████ ███ ██ ████ ███ ██ ████ ███ ██ ████ ███ ██ ████ ███ ██ ████ ███ ██ ████ ███ ██ ████ ███ ██ ████ ███ ██ ████ ███ ██ ████ ███ ██ ████ ███ ██ ████ ███ ██ ████ ███ ██ ████ ███ ██ ████ ███ ██ ████ ███ ██ ████ ███ ██ ████ ███ ██ ████ ███ ██ ████ ███ ██ ████ ███ ██ ████ ███ ██ ████ ███ ██ ████ ███ ██ ████ ███ ██ ████ ███ ██ ████ ███ ██ ████ ███ ██ ████ ███ ██ ████ ███ ██ ████ ███ ██ ████ ███ ██ ████ ███ ██ ████ ███ ██ ████ ███ ██ ████ ███ ██ ████ ███ ██ ████ ███ ██ ████ ███ ██ ████ ███ ██ ████ ███ ██ ████ ███ ██ ████ ███ ██ ████ ███ ██ ████ ███ ██ ████ ███ ██ ████ ███ ██ ████ ███ ██ ████ ███ ██ ████ ███ ██ ████ ███ ██ ████ ███ ██ ████ ███ ██ ████ ███ ██ ████ ███ ██ ████ ███ ██ ████ ███ ██ ████ ███ ██ ████ ███ ██ ████ ███ ██ ████ ███ ██ ████ ███ ██ ████ ███ ██ ████ ███ ██ ████ ███ ██ ████ ███ ██ ████ ███ ██ ████ ███ ██ ████ ███ ██ ████ ███ ██ ████ ███ ██ ████ ███ ██ ████ ███ ██ ████ ███ ██ ████ ███ ██ ████ ███ ██ ████ ███ ██ ████ ███ ██ ████ ███ ██ ████ ███ ██ ████ ███ ██ ████ ███ ██ ████ ███ ██ ████ ███ ██ ████ ███ ██ ████ ███ ██ ████ ███ ██ ████ ███ ██ ████ ███ ██ ████ ███ ██ ████ ███ ██ ████ ███ ██ ████ ███ ██ ████ ███ ██ ████ ███ ██ ████ ███ ██ ████ ███ ██ ████ ███ ██ ████ ███ ██ ████ ███ ██ ████ ███ ██ ████ ███ ██ ████ ███ ██ ████ ███ ██ ████ ███ ██ ████ ███ ██ ████ ███ ██ ████ ███ ██ ████ ███ ██ ████ ███ ██ ████ ███ ██ ████ ███ ██ ████ ███ ██ ████ ███ ██ ████ ███ ██ ████ ███ ██ ████ ███ ██ ████ ███ ██ ████ ███ ██ ████ ███ ██ ████ ███ ██ ████ ███ ██ ████ ███ ██ ████ ███ ██ ████ ███ ██ ████ ███ ██ ████ ███ ██ ████ ███ ██ ████ ███ ██ ████ ███ ██ ████ ███ ██ ████ ███ ██ ████ ███ ██ ████ ███ ██ ████ ███ ██ ████ ███ ██ ████ ███ ██ ████ ███ ██ ████ ███ ██ ████ ███ ██ ████ ███ ██ ████ ███ ██ ████ ███ ██ ████ ███ ██ ████ ███ ██ ████ ███ ██ ████ ███ ██ ████ ███ ██ ████ ███ ██ ████ ███ ██ ████ ███ ██ ████ ███ ██ ████ ███ ██ ████ ███ ██ ████ ███ ██ ████ ███ ██ ████ ███ ██ ████ ███ ██ ████ ███ ██ ████ ███ ██ ████ ███ ██ ████ ███ ██ ████ ███ ██ ████ ███ ██ ████ ███ ██ ████ ███ ██ ████ ███ ██ ████ ███ ██ ████ ███ ██ ████ ███ ██ ████ ███ ██ ████ ███ ██ ████ ███ ██ ████ ███ ██ ████ ███ ██ ████ ███ ██ ████ ███ ██ ████ ███ ██ ████ ███ ██ ████ ███ ██ ████ ███ ██ ████ ███ ██ ████ ███ ██ ████ ███ ██ ████ ███ ██ ████ ███ ██ ████ ███ ██ ████ ███ ██ ████ ███ ██ ████ ███ ██ ████ ███ ██ ████ ███ ██ ████ ███ ██ ████ ███ ██ ████ ███ ██ ████ ███ ██ ████ ███ ██ ████ ███ ██ ████ ███ ██ ████ ███ ██ ████ ███ ██ ████ ███ ██ ████ ███ ██ ████ (400, 53, 504, 597)
dateline: N Berlin, 3. Mai. (Priv.-Tel.) (93, 54, 153, 59)
article-headline: Tisza und die Opposition. (300, 1512, 374, 1518)
body-text: ███ ██ ████ ███ ██ ████ ███ ██ ████ ███ ██ ████ ███ ██ ████ ███ ██ ████ ███ ██ ████ ███ ██ ████ ███ ██ ████ ███ ██ ████ ███ ██ ████ ███ ██ ████ ███ ██ ████ ███ ██ ████ ███ ██ ████ ███ ██ ████ ███ ██ ████ ███ ██ ████ ███ ██ ████ ███ ██ ████ ███ ██ ████ ███ ██ ████ ███ ██ ████ ███ ██ ████ ███ ██ ████ ███ ██ ████ ███ ██ ████ ███ ██ ████ ███ ██ ████ ███ ██ ████ ███ ██ ████ ███ ██ ████ ███ ██ ████ ███ ██ ████ ███ ██ ████ ███ ██ ████ ███ ██ ████ ███ ██ ████ ███ ██ ████ ███ ██ ████ ███ ██ ████ ███ ██ ████ ███ ██ ████ ███ ██ ████ ███ ██ ████ ███ ██ ████ ███ ██ ████ ███ ██ ████ ███ ██ ████ ███ ██ ████ ███ ██ ████ ███ ██ ████ ███ ██ ████ ███ ██ ████ ███ ██ ████ ███ ██ ████ ███ ██ ████ ███ ██ ████ ███ ██ ████ ███ ██ ████ ███ ██ ████ ███ ██ ████ ███ ██ ████ ███ ██ ████ ███ ██ ████ ███ ██ ████ ███ ██ ████ ███ ██ ████ ███ ██ ████ ███ ██ ████ ███ ██ ████ ███ ██ ████ ███ ██ ████ ███ ██ ████ ███ ██ ████ ███ ██ ████ ███ ██ ████ ███ ██ ████ ███ ██ ████ ███ ██ ████ ███ ██ ████ ███ ██ ████ ███ ██ ████ ███ ██ ████ ███ ██ ████ ███ ██ ████ ███ ██ ████ ███ ██ ████ ███ ██ ████ ███ ██ ████ ███ ██ ████ ███ ██ ████ ███ ██ ████ ███ ██ ████ ███ ██ ████ ███ ██ ████ ███ ██ ████ ███ ██ ████ ███ ██ ████ ███ ██ ████ ███ ██ ████ ███ ██ ████ ███ ██ ████ ███ ██ ████ ███ ██ ████ ███ ██ ████ ███ ██ ████ ███ ██ ████ ███ ██ ████ ███ ██ ████ ███ ██ ████ ███ ██ ████ ███ ██ ████ ███ ██ ████ ███ ██ ████ ███ ██ ████ ███ ██ ████ ███ ██ ████ ███ ██ ████ ███ ██ ████ ███ ██ ████ ███ ██ ████ ███ ██ ████ ███ ██ ████ ███ ██ ████ ███ ██ ████ ███ ██ ████ ███ ██ ████ ███ ██ ████ ███ ██ ████ ███ ██ ████ ███ ██ ████ ███ ██ ████ ███ ██ ████ ███ ██ ████ ███ ██ ████ ███ ██ ████ ███ ██ ████ ███ ██ ████ ███ ██ ████ (400, 2328, 504, 2465)
body-text: ███ ██ ████ ███ ██ ████ ███ ██ ████ ███ ██ ████ ███ ██ ████ ███ ██ ████ ███ ██ ████ ███ ██ ████ ███ ██ ████ ███ ██ ████ ███ ██ ████ ███ ██ ████ ███ ██ ████ ███ ██ ████ ███ ██ ████ ███ ██ ████ ███ ██ ████ ███ ██ ████ ███ ██ ████ ███ ██ ████ ███ ██ ████ ███ ██ ████ ███ ██ ████ ███ ██ ████ ███ ██ ████ ███ ██ ████ ███ ██ ████ ███ ██ ████ ███ ██ ████ ███ ██ ████ ███ ██ ████ ███ ██ ████ ███ ██ ████ ███ ██ ████ ███ ██ ████ ███ ██ ████ ███ ██ ████ ███ ██ ████ ███ ██ ████ ███ ██ ████ ███ ██ ████ ███ ██ ████ ███ ██ ████ ███ ██ ████ ███ ██ ████ ███ ██ ████ ███ ██ ████ ███ ██ ████ ███ ██ ████ ███ ██ ████ ███ ██ ████ ███ ██ ████ ███ ██ ████ ███ ██ ████ ███ ██ ████ ███ ██ ████ ███ ██ ████ ███ ██ ████ ███ ██ ████ ███ ██ ████ ███ ██ ████ ███ ██ ████ ███ ██ ████ ███ ██ ████ ███ ██ ████ ███ ██ ████ ███ ██ ████ ███ ██ ████ ███ ██ ████ ███ ██ ████ ███ ██ ████ ███ ██ ████ ███ ██ ████ ███ ██ ████ ███ ██ ████ ███ ██ ████ ███ ██ ████ ███ ██ ████ ███ ██ ████ ███ ██ ████ ███ ██ ████ ███ ██ ████ ███ ██ ████ ███ ██ ████ ███ ██ ████ ███ ██ ████ ███ ██ ████ ███ ██ ████ ███ ██ ████ ███ ██ ████ ███ ██ ████ ███ ██ ████ ███ ██ ████ ███ ██ ████ ███ ██ ████ ███ ██ ████ ███ ██ ████ ███ ██ ████ ███ ██ ████ ███ ██ ████ ███ ██ ████ ███ ██ ████ ███ ██ ████ ███ ██ ████ ███ ██ ████ ███ ██ ████ ███ ██ ████ ███ ██ ████ ███ ██ ████ ███ ██ ████ (56, 1099, 153, 1216)
column-1 (56, 37, 153, 2575)
body-text: ███ ██ ████ ███ ██ ████ ███ ██ ████ ███ ██ ████ ███ ██ ████ ███ ██ ████ ███ ██ ████ ███ ██ ████ ███ ██ ████ ███ ██ ████ ███ ██ ████ ███ ██ ████ ███ ██ ████ ███ ██ ████ ███ ██ ████ ███ ██ ████ ███ ██ ████ ███ ██ ████ ███ ██ ████ ███ ██ ████ ███ ██ ████ ███ ██ ████ ███ ██ ████ ███ ██ ████ ███ ██ ████ ███ ██ ████ ███ ██ ████ ███ ██ ████ ███ ██ ████ ███ ██ ████ ███ ██ ████ ███ ██ ████ ███ ██ ████ ███ ██ ████ ███ ██ ████ ███ ██ ████ ███ ██ ████ ███ ██ ████ ███ ██ ████ ███ ██ ████ ███ ██ ████ ███ ██ ████ ███ ██ ████ ███ ██ ████ ███ ██ ████ ███ ██ ████ ███ ██ ████ ███ ██ ████ ███ ██ ████ ███ ██ ████ ███ ██ ████ ███ ██ ████ ███ ██ ████ ███ ██ ████ ███ ██ ████ ███ ██ ████ ███ ██ ████ ███ ██ ████ ███ ██ ████ ███ ██ ████ ███ ██ ████ ███ ██ ████ ███ ██ ████ ███ ██ ████ ███ ██ ████ ███ ██ ████ ███ ██ ████ ███ ██ ████ ███ ██ ████ ███ ██ ████ ███ ██ ████ ███ ██ ████ ███ ██ ████ ███ ██ ████ ███ ██ ████ ███ ██ ████ ███ ██ ████ ███ ██ ████ ███ ██ ████ ███ ██ ████ ███ ██ ████ ███ ██ ████ ███ ██ ████ ███ ██ ████ ███ ██ ████ ███ ██ ████ ███ ██ ████ ███ ██ ████ ███ ██ ████ ███ ██ ████ ███ ██ ████ ███ ██ ████ ███ ██ ████ ███ ██ ████ ███ ██ ████ ███ ██ ████ ███ ██ ████ ███ ██ ████ ███ ██ ████ ███ ██ ████ ███ ██ ████ ███ ██ ████ ███ ██ ████ ███ ██ ████ ███ ██ ████ ███ ██ ████ ███ ██ ████ ███ ██ ████ ███ ██ ████ ███ ██ ████ ███ ██ ████ ███ ██ ████ ███ ██ ████ ███ ██ ████ ███ ██ ████ ███ ██ ████ ███ ██ ████ ███ ██ ████ ███ ██ ████ ███ ██ ████ (56, 965, 153, 1092)
article-headline: England. (322, 861, 353, 869)
newspaper-page (3, 3, 512, 2575)
body-text: ███ ██ ████ ███ ██ ████ ███ ██ ████ ███ ██ ████ ███ ██ ████ ███ ██ ████ ███ ██ ████ ███ ██ ████ ███ ██ ████ ███ ██ ████ ███ ██ ████ ███ ██ ████ ███ ██ ████ ███ ██ ████ ███ ██ ████ ███ ██ ████ ███ ██ ████ ███ ██ ████ ███ ██ ████ ███ ██ ████ ███ ██ ████ ███ ██ ████ ███ ██ ████ ███ ██ ████ ███ ██ ████ ███ ██ ████ ███ ██ ████ ███ ██ ████ ███ ██ ████ ███ ██ ████ ███ ██ ████ ███ ██ ████ ███ ██ ████ ███ ██ ████ ███ ██ ████ ███ ██ ████ ███ ██ ████ ███ ██ ████ ███ ██ ████ ███ ██ ████ ███ ██ ████ ███ ██ ████ ███ ██ ████ ███ ██ ████ ███ ██ ████ ███ ██ ████ ███ ██ ████ ███ ██ ████ ███ ██ ████ ███ ██ ████ ███ ██ ████ ███ ██ ████ ███ ██ ████ ███ ██ ████ ███ ██ ████ ███ ██ ████ ███ ██ ████ ███ ██ ████ ███ ██ ████ ███ ██ ████ ███ ██ ████ ███ ██ ████ ███ ██ ████ ███ ██ ████ ███ ██ ████ ███ ██ ████ ███ ██ ████ ███ ██ ████ ███ ██ ████ ███ ██ ████ ███ ██ ████ ███ ██ ████ ███ ██ ████ ███ ██ ████ ███ ██ ████ ███ ██ ████ ███ ██ ████ ███ ██ ████ ███ ██ ████ ███ ██ ████ ███ ██ ████ ███ ██ ████ ███ ██ ████ ███ ██ ████ ███ ██ ████ ███ ██ ████ ███ ██ ████ ███ ██ ████ ███ ██ ████ ███ ██ ████ ███ ██ ████ ███ ██ ████ ███ ██ ████ ███ ██ ████ ███ ██ ████ ███ ██ ████ ███ ██ ████ ███ ██ ████ ███ ██ ████ ███ ██ ████ ███ ██ ████ ███ ██ ████ ███ ██ ████ ███ ██ ████ ███ ██ ████ ███ ██ ████ ███ ██ ████ ███ ██ ████ ███ ██ ████ ███ ██ ████ (401, 1306, 451, 1532)
body-text: ███ ██ ████ ███ ██ ████ ███ ██ ████ ███ ██ ████ ███ ██ ████ ███ ██ ████ ███ ██ ████ ███ ██ ████ ███ ██ ████ ███ ██ ████ ███ ██ ████ ███ ██ ████ ███ ██ ████ ███ ██ ████ ███ ██ ████ ███ ██ ████ ███ ██ ████ ███ ██ ████ ███ ██ ████ ███ ██ ████ ███ ██ ████ ███ ██ ████ ███ ██ ████ ███ ██ ████ ███ ██ ████ ███ ██ ████ ███ ██ ████ ███ ██ ████ ███ ██ ████ ███ ██ ████ ███ ██ ████ ███ ██ ████ ███ ██ ████ ███ ██ ████ ███ ██ ████ ███ ██ ████ ███ ██ ████ ███ ██ ████ ███ ██ ████ ███ ██ ████ ███ ██ ████ ███ ██ ████ ███ ██ ████ ███ ██ ████ ███ ██ ████ ███ ██ ████ ███ ██ ████ ███ ██ ████ ███ ██ ████ ███ ██ ████ ███ ██ ████ ███ ██ ████ ███ ██ ████ ███ ██ ████ ███ ██ ████ ███ ██ ████ ███ ██ ████ ███ ██ ████ ███ ██ ████ ███ ██ ████ ███ ██ ████ ███ ██ ████ ███ ██ ████ ███ ██ ████ ███ ██ ████ ███ ██ ████ ███ ██ ████ ███ ██ ████ ███ ██ ████ ███ ██ ████ ███ ██ ████ ███ ██ ████ ███ ██ ████ ███ ██ ████ ███ ██ ████ ███ ██ ████ ███ ██ ████ ███ ██ ████ ███ ██ ████ ███ ██ ████ ███ ██ ████ ███ ██ ████ ███ ██ ████ ███ ██ ████ ███ ██ ████ ███ ██ ████ ███ ██ ████ ███ ██ ████ ███ ██ ████ ███ ██ ████ ███ ██ ████ ███ ██ ████ ███ ██ ████ ███ ██ ████ ███ ██ ████ ███ ██ ████ ███ ██ ████ ███ ██ ████ ███ ██ ████ ███ ██ ████ ███ ██ ████ ███ ██ ████ ███ ██ ████ ███ ██ ████ ███ ██ ████ ███ ██ ████ ███ ██ ████ ███ ██ ████ ███ ██ ████ ███ ██ ████ ███ ██ ████ ███ ██ ████ ███ ██ ████ ███ ██ ████ ███ ██ ████ ███ ██ ████ ███ ██ ████ ███ ██ ████ ███ ██ ████ ███ ██ ████ ███ ██ ████ ███ ██ ████ ███ ██ ████ ███ ██ ████ ███ ██ ████ ███ ██ ████ ███ ██ ████ ███ ██ ████ ███ ██ ████ ███ ██ ████ ███ ██ ████ ███ ██ ████ ███ ██ ████ ███ ██ ████ ███ ██ ████ ███ ██ ████ ███ ██ ████ ███ ██ ████ ███ ██ ████ ███ ██ ████ ███ ██ ████ ███ ██ ████ ███ ██ ████ ███ ██ ████ ███ ██ ████ ███ ██ ████ ███ ██ ████ ███ ██ ████ ███ ██ ████ ███ ██ ████ ███ ██ ████ ███ ██ ████ ███ ██ ████ ███ ██ ████ ███ ██ ████ ███ ██ ████ ███ ██ ████ ███ ██ ████ ███ ██ ████ ███ ██ ████ ███ ██ ████ ███ ██ ████ ███ ██ ████ ███ ██ ████ ███ ██ ████ ███ ██ ████ ███ ██ ████ ███ ██ ████ ███ ██ ████ ███ ██ ████ ███ ██ ████ ███ ██ ████ ███ ██ ████ ███ ██ ████ ███ ██ ████ ███ ██ ████ ███ ██ ████ ███ ██ ████ ███ ██ ████ ███ ██ ████ ███ ██ ████ ███ ██ ████ ███ ██ ████ ███ ██ ████ ███ ██ ████ ███ ██ ████ ███ ██ ████ ███ ██ ████ ███ ██ ████ ███ ██ ████ (281, 1334, 393, 1505)
article-headline: Frankfurter Angelegenheiten. (408, 605, 495, 612)
body-text: ███ ██ ████ ███ ██ ████ ███ ██ ████ ███ ██ ████ ███ ██ ████ ███ ██ ████ ███ ██ ████ ███ ██ ████ ███ ██ ████ ███ ██ ████ ███ ██ ████ ███ ██ ████ ███ ██ ████ ███ ██ ████ ███ ██ ████ ███ ██ ████ ███ ██ ████ ███ ██ ████ ███ ██ ████ ███ ██ ████ ███ ██ ████ ███ ██ ████ ███ ██ ████ ███ ██ ████ ███ ██ ████ ███ ██ ████ ███ ██ ████ ███ ██ ████ ███ ██ ████ ███ ██ ████ ███ ██ ████ ███ ██ ████ ███ ██ ████ ███ ██ ████ ███ ██ ████ ███ ██ ████ ███ ██ ████ ███ ██ ████ ███ ██ ████ ███ ██ ████ ███ ██ ████ ███ ██ ████ ███ ██ ████ ███ ██ ████ ███ ██ ████ ███ ██ ████ ███ ██ ████ ███ ██ ████ ███ ██ ████ ███ ██ ████ ███ ██ ████ ███ ██ ████ ███ ██ ████ ███ ██ ████ ███ ██ ████ ███ ██ ████ ███ ██ ████ ███ ██ ████ ███ ██ ████ ███ ██ ████ ███ ██ ████ ███ ██ ████ ███ ██ ████ ███ ██ ████ ███ ██ ████ ███ ██ ████ ███ ██ ████ ███ ██ ████ ███ ██ ████ ███ ██ ████ ███ ██ ████ ███ ██ ████ ███ ██ ████ ███ ██ ████ ███ ██ ████ ███ ██ ████ ███ ██ ████ ███ ██ ████ ███ ██ ████ ███ ██ ████ ███ ██ ████ ███ ██ ████ ███ ██ ████ ███ ██ ████ ███ ██ ████ ███ ██ ████ ███ ██ ████ ███ ██ ████ ███ ██ ████ ███ ██ ████ ███ ██ ████ ███ ██ ████ ███ ██ ████ ███ ██ ████ ███ ██ ████ ███ ██ ████ ███ ██ ████ ███ ██ ████ ███ ██ ████ ███ ██ ████ ███ ██ ████ ███ ██ ████ ███ ██ ████ ███ ██ ████ ███ ██ ████ ███ ██ ████ ███ ██ ████ ███ ██ ████ ███ ██ ████ ███ ██ ████ ███ ██ ████ ███ ██ ████ ███ ██ ████ ███ ██ ████ ███ ██ ████ ███ ██ ████ ███ ██ ████ ███ ██ ████ ███ ██ ████ ███ ██ ████ ███ ██ ████ ███ ██ ████ ███ ██ ████ ███ ██ ████ ███ ██ ████ ███ ██ ████ ███ ██ ████ ███ ██ ████ ███ ██ ████ ███ ██ ████ ███ ██ ████ ███ ██ ████ ███ ██ ████ ███ ██ ████ ███ ██ ████ ███ ██ ████ ███ ██ ████ ███ ██ ████ ███ ██ ████ ███ ██ ████ ███ ██ ████ ███ ██ ████ ███ ██ ████ ███ ██ ████ ███ ██ ████ ███ ██ ████ ███ ██ ████ ███ ██ ████ ███ ██ ████ ███ ██ ████ ███ ██ ████ ███ ██ ████ ███ ██ ████ ███ ██ ████ ███ ██ ████ ███ ██ ████ ███ ██ ████ ███ ██ ████ ███ ██ ████ ███ ██ ████ ███ ██ ████ ███ ██ ████ ███ ██ ████ ███ ██ ████ ███ ██ ████ ███ ██ ████ ███ ██ ████ ███ ██ ████ ███ ██ ████ ███ ██ ████ ███ ██ ████ ███ ██ ████ ███ ██ ████ ███ ██ ████ ███ ██ ████ ███ ██ ████ ███ ██ ████ ███ ██ ████ ███ ██ ████ ███ ██ ████ ███ ██ ████ ███ ██ ████ ███ ██ ████ ███ ██ ████ ███ ██ ████ ███ ██ ████ ███ ██ ████ ███ ██ ████ ███ ██ ████ ███ ██ ████ ███ ██ ████ ███ ██ ████ ███ ██ ████ ███ ██ ████ ███ ██ ████ ███ ██ ████ ███ ██ ████ ███ ██ ████ ███ ██ ████ ███ ██ ████ ███ ██ ████ ███ ██ ████ ███ ██ ████ ███ ██ ████ ███ ██ ████ ███ ██ ████ ███ ██ ████ ███ ██ ████ ███ ██ ████ ███ ██ ████ ███ ██ ████ ███ ██ ████ ███ ██ ████ ███ ██ ████ ███ ██ ████ ███ ██ ████ ███ ██ ████ ███ ██ ████ ███ ██ ████ ███ ██ ████ ███ ██ ████ ███ ██ ████ ███ ██ ████ ███ ██ ████ ███ ██ ████ ███ ██ ████ ███ ██ ████ ███ ██ ████ ███ ██ ████ ███ ██ ████ ███ ██ ████ ███ ██ ████ ███ ██ ████ ███ ██ ████ ███ ██ ████ ███ ██ ████ ███ ██ ████ ███ ██ ████ ███ ██ ████ ███ ██ ████ ███ ██ ████ ███ ██ ████ ███ ██ ████ ███ ██ ████ ███ ██ ████ ███ ██ ████ ███ ██ ████ ███ ██ ████ ███ ██ ████ ███ ██ ████ ███ ██ ████ ███ ██ ████ ███ ██ ████ ███ ██ ████ ███ ██ ████ ███ ██ ████ ███ ██ ████ ███ ██ ████ ███ ██ ████ ███ ██ ████ ███ ██ ████ ███ ██ ████ ███ ██ ████ ███ ██ ████ ███ ██ ████ ███ ██ ████ ███ ██ ████ ███ ██ ████ ███ ██ ████ ███ ██ ████ ███ ██ ████ ███ ██ ████ ███ ██ ████ ███ ██ ████ ███ ██ ████ ███ ██ ████ ███ ██ ████ ███ ██ ████ ███ ██ ████ ███ ██ ████ (281, 1520, 393, 1771)
article-subheadline: Ein feindliches Torpedoboot versenkt (Echte Meldung.) (282, 54, 392, 65)
article-subheadline: Kriegskosten und neue Steuern. (297, 870, 377, 875)
body-text: ███ ██ ████ ███ ██ ████ ███ ██ ████ ███ ██ ████ ███ ██ ████ ███ ██ ████ ███ ██ ████ ███ ██ ████ ███ ██ ████ ███ ██ ████ ███ ██ ████ ███ ██ ████ ███ ██ ████ ███ ██ ████ ███ ██ ████ ███ ██ ████ ███ ██ ████ ███ ██ ████ ███ ██ ████ ███ ██ ████ ███ ██ ████ ███ ██ ████ ███ ██ ████ ███ ██ ████ ███ ██ ████ ███ ██ ████ ███ ██ ████ ███ ██ ████ ███ ██ ████ ███ ██ ████ ███ ██ ████ ███ ██ ████ ███ ██ ████ ███ ██ ████ ███ ██ ████ ███ ██ ████ ███ ██ ████ ███ ██ ████ ███ ██ ████ ███ ██ ████ (161, 1655, 273, 1693)
article-headline: Vorpostengefecht an der flandrischen Küste (294, 39, 380, 53)
report-signoff: Der Stellvertreter des Chefs des Generalstabes: v. Höfer, Feldmarschalleutnant. (163, 1713, 271, 1723)
body-text: ███ ██ ████ ███ ██ ████ ███ ██ ████ ███ ██ ████ ███ ██ ████ ███ ██ ████ ███ ██ ████ ███ ██ ████ ███ ██ ████ ███ ██ ████ ███ ██ ████ ███ ██ ████ ███ ██ ████ ███ ██ ████ ███ ██ ████ ███ ██ ████ ███ ██ ████ ███ ██ ████ ███ ██ ████ ███ ██ ████ ███ ██ ████ ███ ██ ████ ███ ██ ████ ███ ██ ████ ███ ██ ████ ███ ██ ████ ███ ██ ████ ███ ██ ████ ███ ██ ████ ███ ██ ████ ███ ██ ████ ███ ██ ████ ███ ██ ████ ███ ██ ████ ███ ██ ████ ███ ██ ████ ███ ██ ████ ███ ██ ████ ███ ██ ████ ███ ██ ████ ███ ██ ████ ███ ██ ████ ███ ██ ████ ███ ██ ████ ███ ██ ████ ███ ██ ████ ███ ██ ████ ███ ██ ████ ███ ██ ████ ███ ██ ████ ███ ██ ████ ███ ██ ████ ███ ██ ████ ███ ██ ████ ███ ██ ████ ███ ██ ████ ███ ██ ████ ███ ██ ████ ███ ██ ████ ███ ██ ████ ███ ██ ████ ███ ██ ████ ███ ██ ████ ███ ██ ████ ███ ██ ████ ███ ██ ████ ███ ██ ████ ███ ██ ████ ███ ██ ████ ███ ██ ████ ███ ██ ████ ███ ██ ████ ███ ██ ████ ███ ██ ████ ███ ██ ████ ███ ██ ████ ███ ██ ████ ███ ██ ████ ███ ██ ████ ███ ██ ████ ███ ██ ████ ███ ██ ████ ███ ██ ████ ███ ██ ████ ███ ██ ████ ███ ██ ████ ███ ██ ████ ███ ██ ████ ███ ██ ████ ███ ██ ████ ███ ██ ████ ███ ██ ████ ███ ██ ████ ███ ██ ████ ███ ██ ████ ███ ██ ████ ███ ██ ████ ███ ██ ████ ███ ██ ████ ███ ██ ████ ███ ██ ████ ███ ██ ████ ███ ██ ████ ███ ██ ████ ███ ██ ████ ███ ██ ████ ███ ██ ████ ███ ██ ████ ███ ██ ████ ███ ██ ████ ███ ██ ████ ███ ██ ████ ███ ██ ████ ███ ██ ████ ███ ██ ████ ███ ██ ████ ███ ██ ████ ███ ██ ████ ███ ██ ████ ███ ██ ████ ███ ██ ████ ███ ██ ████ ███ ██ ████ ███ ██ ████ ███ ██ ████ ███ ██ ████ ███ ██ ████ ███ ██ ████ ███ ██ ████ ███ ██ ████ ███ ██ ████ ███ ██ ████ ███ ██ ████ ███ ██ ████ ███ ██ ████ ███ ██ ████ ███ ██ ████ ███ ██ ████ ███ ██ ████ ███ ██ ████ ███ ██ ████ ███ ██ ████ ███ ██ ████ ███ ██ ████ ███ ██ ████ ███ ██ ████ ███ ██ ████ ███ ██ ████ ███ ██ ████ ███ ██ ████ ███ ██ ████ ███ ██ ████ ███ ██ ████ ███ ██ ████ ███ ██ ████ ███ ██ ████ ███ ██ ████ ███ ██ ████ ███ ██ ████ ███ ██ ████ ███ ██ ████ ███ ██ ████ ███ ██ ████ ███ ██ ████ ███ ██ ████ ███ ██ ████ ███ ██ ████ ███ ██ ████ ███ ██ ████ ███ ██ ████ ███ ██ ████ ███ ██ ████ ███ ██ ████ ███ ██ ████ ███ ██ ████ ███ ██ ████ ███ ██ ████ ███ ██ ████ ███ ██ ████ ███ ██ ████ ███ ██ ████ ███ ██ ████ ███ ██ ████ ███ ██ ████ ███ ██ ████ ███ ██ ████ ███ ██ ████ ███ ██ ████ ███ ██ ████ ███ ██ ████ ███ ██ ████ ███ ██ ████ ███ ██ ████ ███ ██ ████ ███ ██ ████ ███ ██ ████ ███ ██ ████ ███ ██ ████ ███ ██ ████ ███ ██ ████ ███ ██ ████ ███ ██ ████ ███ ██ ████ ███ ██ ████ ███ ██ ████ ███ ██ ████ ███ ██ ████ ███ ██ ████ ███ ██ ████ ███ ██ ████ ███ ██ ████ ███ ██ ████ ███ ██ ████ ███ ██ ████ ███ ██ ████ ███ ██ ████ ███ ██ ████ ███ ██ ████ ███ ██ ████ ███ ██ ████ ███ ██ ████ ███ ██ ████ ███ ██ ████ ███ ██ ████ ███ ██ ████ ███ ██ ████ ███ ██ ████ ███ ██ ████ ███ ██ ████ ███ ██ ████ ███ ██ ████ ███ ██ ████ ███ ██ ████ ███ ██ ████ ███ ██ ████ ███ ██ ████ ███ ██ ████ ███ ██ ████ ███ ██ ████ ███ ██ ████ ███ ██ ████ ███ ██ ████ ███ ██ ████ ███ ██ ████ ███ ██ ████ ███ ██ ████ ███ ██ ████ ███ ██ ████ ███ ██ ████ ███ ██ ████ ███ ██ ████ ███ ██ ████ ███ ██ ████ ███ ██ ████ ███ ██ ████ ███ ██ ████ ███ ██ ████ ███ ██ ████ ███ ██ ████ ███ ██ ████ ███ ██ ████ ███ ██ ████ ███ ██ ████ ███ ██ ████ ███ ██ ████ ███ ██ ████ ███ ██ ████ ███ ██ ████ ███ ██ ████ ███ ██ ████ ███ ██ ████ ███ ██ ████ ███ ██ ████ ███ ██ ████ ███ ██ ████ ███ ██ ████ ███ ██ ████ ███ ██ ████ ███ ██ ████ ███ ██ ████ ███ ██ ████ ███ ██ ████ ███ ██ ████ ███ ██ ████ ███ ██ ████ ███ ██ ████ ███ ██ ████ ███ ██ ████ ███ ██ ████ ███ ██ ████ ███ ██ ████ ███ ██ ████ ███ ██ ████ ███ ██ ████ ███ ██ ████ ███ ██ ████ ███ ██ ████ ███ ██ ████ ███ ██ ████ ███ ██ ████ ███ ██ ████ ███ ██ ████ ███ ██ ████ ███ ██ ████ ███ ██ ████ ███ ██ ████ ███ ██ ████ ███ ██ ████ ███ ██ ████ ███ ██ ████ ███ ██ ████ ███ ██ ████ ███ ██ ████ ███ ██ ████ ███ ██ ████ ███ ██ ████ ███ ██ ████ ███ ██ ████ ███ ██ ████ ███ ██ ████ ███ ██ ████ ███ ██ ████ ███ ██ ████ ███ ██ ████ ███ ██ ████ ███ ██ ████ ███ ██ ████ ███ ██ ████ ███ ██ ████ ███ ██ ████ ███ ██ ████ ███ ██ ████ ███ ██ ████ ███ ██ ████ ███ ██ ████ ███ ██ ████ ███ ██ ████ ███ ██ ████ ███ ██ ████ ███ ██ ████ (281, 289, 393, 594)
section-subheading: Im Brandenburg ohne Neuorientierung (77, 952, 132, 962)
article-headline: Das Deutsche Theater in Stockholm. (284, 1775, 390, 1781)
body-text: ███ ██ ████ ███ ██ ████ ███ ██ ████ ███ ██ ████ ███ ██ ████ ███ ██ ████ ███ ██ ████ ███ ██ ████ ███ ██ ████ ███ ██ ████ ███ ██ ████ ███ ██ ████ ███ ██ ████ ███ ██ ████ ███ ██ ████ ███ ██ ████ ███ ██ ████ ███ ██ ████ ███ ██ ████ ███ ██ ████ ███ ██ ████ ███ ██ ████ ███ ██ ████ ███ ██ ████ ███ ██ ████ ███ ██ ████ ███ ██ ████ ███ ██ ████ ███ ██ ████ ███ ██ ████ ███ ██ ████ ███ ██ ████ ███ ██ ████ ███ ██ ████ ███ ██ ████ ███ ██ ████ ███ ██ ████ ███ ██ ████ ███ ██ ████ ███ ██ ████ ███ ██ ████ ███ ██ ████ ███ ██ ████ ███ ██ ████ ███ ██ ████ ███ ██ ████ ███ ██ ████ ███ ██ ████ ███ ██ ████ ███ ██ ████ ███ ██ ████ ███ ██ ████ ███ ██ ████ ███ ██ ████ ███ ██ ████ ███ ██ ████ ███ ██ ████ ███ ██ ████ ███ ██ ████ ███ ██ ████ ███ ██ ████ ███ ██ ████ ███ ██ ████ ███ ██ ████ ███ ██ ████ ███ ██ ████ ███ ██ ████ ███ ██ ████ ███ ██ ████ ███ ██ ████ ███ ██ ████ ███ ██ ████ ███ ██ ████ ███ ██ ████ ███ ██ ████ ███ ██ ████ ███ ██ ████ ███ ██ ████ ███ ██ ████ ███ ██ ████ ███ ██ ████ ███ ██ ████ ███ ██ ████ ███ ██ ████ ███ ██ ████ ███ ██ ████ ███ ██ ████ ███ ██ ████ ███ ██ ████ ███ ██ ████ (56, 2126, 153, 2218)
business-item-title: Liquidation britischen Eigentums in Belgien. (407, 1915, 497, 1926)
section-heading: Postetats (91, 90, 118, 97)
front-heading: Südöstlicher und südwestlicher Kriegsschauplatz. (178, 1694, 256, 1705)
business-item-title: Farbwerke Hoechst. (427, 2320, 477, 2325)
body-text: ███ ██ ████ ███ ██ ████ ███ ██ ████ ███ ██ ████ ███ ██ ████ ███ ██ ████ ███ ██ ████ ███ ██ ████ ███ ██ ████ ███ ██ ████ ███ ██ ████ ███ ██ ████ ███ ██ ████ ███ ██ ████ ███ ██ ████ ███ ██ ████ ███ ██ ████ ███ ██ ████ ███ ██ ████ ███ ██ ████ ███ ██ ████ ███ ██ ████ ███ ██ ████ ███ ██ ████ ███ ██ ████ ███ ██ ████ ███ ██ ████ ███ ██ ████ ███ ██ ████ ███ ██ ████ ███ ██ ████ ███ ██ ████ ███ ██ ████ ███ ██ ████ ███ ██ ████ ███ ██ ████ ███ ██ ████ ███ ██ ████ ███ ██ ████ ███ ██ ████ ███ ██ ████ ███ ██ ████ ███ ██ ████ ███ ██ ████ ███ ██ ████ ███ ██ ████ ███ ██ ████ ███ ██ ████ ███ ██ ████ ███ ██ ████ ███ ██ ████ ███ ██ ████ ███ ██ ████ ███ ██ ████ ███ ██ ████ ███ ██ ████ ███ ██ ████ ███ ██ ████ ███ ██ ████ ███ ██ ████ ███ ██ ████ ███ ██ ████ ███ ██ ████ ███ ██ ████ ███ ██ ████ ███ ██ ████ ███ ██ ████ ███ ██ ████ ███ ██ ████ ███ ██ ████ ███ ██ ████ ███ ██ ████ ███ ██ ████ ███ ██ ████ ███ ██ ████ ███ ██ ████ ███ ██ ████ ███ ██ ████ ███ ██ ████ ███ ██ ████ ███ ██ ████ ███ ██ ████ ███ ██ ████ ███ ██ ████ ███ ██ ████ ███ ██ ████ ███ ██ ████ ███ ██ ████ ███ ██ ████ ███ ██ ████ ███ ██ ████ ███ ██ ████ ███ ██ ████ ███ ██ ████ ███ ██ ████ ███ ██ ████ ███ ██ ████ ███ ██ ████ ███ ██ ████ ███ ██ ████ ███ ██ ████ ███ ██ ████ ███ ██ ████ ███ ██ ████ ███ ██ ████ ███ ██ ████ ███ ██ ████ ███ ██ ████ ███ ██ ████ ███ ██ ████ ███ ██ ████ ███ ██ ████ ███ ██ ████ ███ ██ ████ ███ ██ ████ ███ ██ ████ ███ ██ ████ ███ ██ ████ ███ ██ ████ ███ ██ ████ (56, 233, 153, 360)
market-table (400, 1305, 504, 1533)
report-note: Keine besonderen Ereignisse. (188, 1706, 247, 1711)
speaker: Der Präsident (56, 2352, 95, 2358)
section-headline: Frankfurter Handelsblatt. (406, 1540, 497, 1548)
column-3 (281, 37, 393, 2069)
body-text: ███ ██ ████ ███ ██ ████ ███ ██ ████ ███ ██ ████ ███ ██ ████ ███ ██ ████ ███ ██ ████ ███ ██ ████ ███ ██ ████ ███ ██ ████ ███ ██ ████ ███ ██ ████ ███ ██ ████ ███ ██ ████ ███ ██ ████ ███ ██ ████ ███ ██ ████ ███ ██ ████ ███ ██ ████ ███ ██ ████ ███ ██ ████ ███ ██ ████ ███ ██ ████ ███ ██ ████ ███ ██ ████ ███ ██ ████ ███ ██ ████ ███ ██ ████ ███ ██ ████ ███ ██ ████ ███ ██ ████ ███ ██ ████ ███ ██ ████ ███ ██ ████ ███ ██ ████ ███ ██ ████ ███ ██ ████ ███ ██ ████ ███ ██ ████ ███ ██ ████ ███ ██ ████ ███ ██ ████ ███ ██ ████ ███ ██ ████ ███ ██ ████ ███ ██ ████ ███ ██ ████ ███ ██ ████ ███ ██ ████ ███ ██ ████ ███ ██ ████ ███ ██ ████ ███ ██ ████ ███ ██ ████ ███ ██ ████ ███ ██ ████ ███ ██ ████ ███ ██ ████ ███ ██ ████ ███ ██ ████ ███ ██ ████ ███ ██ ████ ███ ██ ████ ███ ██ ████ ███ ██ ████ ███ ██ ████ ███ ██ ████ ███ ██ ████ ███ ██ ████ ███ ██ ████ ███ ██ ████ ███ ██ ████ ███ ██ ████ ███ ██ ████ ███ ██ ████ ███ ██ ████ ███ ██ ████ ███ ██ ████ ███ ██ ████ ███ ██ ████ ███ ██ ████ ███ ██ ████ ███ ██ ████ ███ ██ ████ ███ ██ ████ ███ ██ ████ ███ ██ ████ ███ ██ ████ ███ ██ ████ ███ ██ ████ ███ ██ ████ ███ ██ ████ ███ ██ ████ ███ ██ ████ ███ ██ ████ ███ ██ ████ ███ ██ ████ ███ ██ ████ ███ ██ ████ ███ ██ ████ ███ ██ ████ ███ ██ ████ ███ ██ ████ ███ ██ ████ ███ ██ ████ ███ ██ ████ ███ ██ ████ ███ ██ ████ ███ ██ ████ ███ ██ ████ ███ ██ ████ ███ ██ ████ ███ ██ ████ ███ ██ ████ ███ ██ ████ ███ ██ ████ ███ ██ ████ ███ ██ ████ ███ ██ ████ ███ ██ ████ ███ ██ ████ ███ ██ ████ ███ ██ ████ ███ ██ ████ ███ ██ ████ ███ ██ ████ ███ ██ ████ ███ ██ ████ ███ ██ ████ ███ ██ ████ ███ ██ ████ ███ ██ ████ ███ ██ ████ ███ ██ ████ ███ ██ ████ ███ ██ ████ ███ ██ ████ ███ ██ ████ ███ ██ ████ ███ ██ ████ ███ ██ ████ ███ ██ ████ ███ ██ ████ ███ ██ ████ ███ ██ ████ ███ ██ ████ ███ ██ ████ ███ ██ ████ ███ ██ ████ ███ ██ ████ ███ ██ ████ ███ ██ ████ ███ ██ ████ ███ ██ ████ ███ ██ ████ ███ ██ ████ ███ ██ ████ ███ ██ ████ ███ ██ ████ ███ ██ ████ ███ ██ ████ ███ ██ ████ ███ ██ ████ ███ ██ ████ ███ ██ ████ ███ ██ ████ ███ ██ ████ ███ ██ ████ ███ ██ ████ ███ ██ ████ ███ ██ ████ ███ ██ ████ ███ ██ ████ ███ ██ ████ ███ ██ ████ ███ ██ ████ ███ ██ ████ ███ ██ ████ ███ ██ ████ ███ ██ ████ ███ ██ ████ ███ ██ ████ ███ ██ ████ ███ ██ ████ ███ ██ ████ ███ ██ ████ ███ ██ ████ ███ ██ ████ ███ ██ ████ ███ ██ ████ ███ ██ ████ ███ ██ ████ ███ ██ ████ ███ ██ ████ ███ ██ ████ ███ ██ ████ ███ ██ ████ ███ ██ ████ ███ ██ ████ ███ ██ ████ ███ ██ ████ ███ ██ ████ ███ ██ ████ ███ ██ ████ ███ ██ ████ ███ ██ ████ ███ ██ ████ ███ ██ ████ ███ ██ ████ ███ ██ ████ ███ ██ ████ ███ ██ ████ ███ ██ ████ ███ ██ ████ ███ ██ ████ ███ ██ ████ ███ ██ ████ ███ ██ ████ ███ ██ ████ ███ ██ ████ ███ ██ ████ ███ ██ ████ ███ ██ ████ ███ ██ ████ ███ ██ ████ ███ ██ ████ ███ ██ ████ ███ ██ ████ ███ ██ ████ ███ ██ ████ ███ ██ ████ ███ ██ ████ ███ ██ ████ ███ ██ ████ ███ ██ ████ ███ ██ ████ ███ ██ ████ ███ ██ ████ ███ ██ ████ ███ ██ ████ ███ ██ ████ ███ ██ ████ ███ ██ ████ ███ ██ ████ ███ ██ ████ ███ ██ ████ ███ ██ ████ ███ ██ ████ ███ ██ ████ ███ ██ ████ ███ ██ ████ ███ ██ ████ ███ ██ ████ ███ ██ ████ ███ ██ ████ ███ ██ ████ ███ ██ ████ ███ ██ ████ ███ ██ ████ ███ ██ ████ ███ ██ ████ ███ ██ ████ ███ ██ ████ ███ ██ ████ ███ ██ ████ ███ ██ ████ ███ ██ ████ ███ ██ ████ ███ ██ ████ ███ ██ ████ ███ ██ ████ ███ ██ ████ ███ ██ ████ ███ ██ ████ ███ ██ ████ ███ ██ ████ ███ ██ ████ ███ ██ ████ ███ ██ ████ ███ ██ ████ ███ ██ ████ ███ ██ ████ ███ ██ ████ ███ ██ ████ ███ ██ ████ ███ ██ ████ ███ ██ ████ ███ ██ ████ ███ ██ ████ ███ ██ ████ ███ ██ ████ ███ ██ ████ ███ ██ ████ ███ ██ ████ ███ ██ ████ ███ ██ ████ ███ ██ ████ ███ ██ ████ ███ ██ ████ ███ ██ ████ ███ ██ ████ ███ ██ ████ ███ ██ ████ ███ ██ ████ ███ ██ ████ ███ ██ ████ ███ ██ ████ ███ ██ ████ ███ ██ ████ ███ ██ ████ ███ ██ ████ ███ ██ ████ ███ ██ ████ ███ ██ ████ ███ ██ ████ ███ ██ ████ ███ ██ ████ ███ ██ ████ ███ ██ ████ ███ ██ ████ ███ ██ ████ ███ ██ ████ ███ ██ ████ ███ ██ ████ ███ ██ ████ ███ ██ ████ ███ ██ ████ ███ ██ ████ ███ ██ ████ ███ ██ ████ ███ ██ ████ ███ ██ ████ ███ ██ ████ ███ ██ ████ ███ ██ ████ ███ ██ ████ ███ ██ ████ ███ ██ ████ ███ ██ ████ ███ ██ ████ ███ ██ ████ ███ ██ ████ ███ ██ ████ ███ ██ ████ ███ ██ ████ ███ ██ ████ ███ ██ ████ ███ ██ ████ ███ ██ ████ ███ ██ ████ ███ ██ ████ ███ ██ ████ ███ ██ ████ ███ ██ ████ ███ ██ ████ ███ ██ ████ ███ ██ ████ ███ ██ ████ ███ ██ ████ ███ ██ ████ ███ ██ ████ ███ ██ ████ ███ ██ ████ ███ ██ ████ ███ ██ ████ ███ ██ ████ ███ ██ ████ ███ ██ ████ ███ ██ ████ ███ ██ ████ ███ ██ ████ ███ ██ ████ ███ ██ ████ ███ ██ ████ ███ ██ ████ ███ ██ ████ ███ ██ ████ ███ ██ ████ ███ ██ ████ ███ ██ ████ ███ ██ ████ ███ ██ ████ ███ ██ ████ ███ ██ ████ ███ ██ ████ ███ ██ ████ ███ ██ ████ ███ ██ ████ ███ ██ ████ ███ ██ ████ ███ ██ ████ ███ ██ ████ ███ ██ ████ ███ ██ ████ ███ ██ ████ ███ ██ ████ ███ ██ ████ ███ ██ ████ ███ ██ ████ ███ ██ ████ ███ ██ ████ ███ ██ ████ ███ ██ ████ ███ ██ ████ ███ ██ ████ ███ ██ ████ ███ ██ ████ ███ ██ ████ ███ ██ ████ ███ ██ ████ ███ ██ ████ ███ ██ ████ ███ ██ ████ ███ ██ ████ ███ ██ ████ ███ ██ ████ ███ ██ ████ ███ ██ ████ ███ ██ ████ ███ ██ ████ ███ ██ ████ ███ ██ ████ ███ ██ ████ ███ ██ ████ ███ ██ ████ ███ ██ ████ ███ ██ ████ ███ ██ ████ ███ ██ ████ ███ ██ ████ ███ ██ ████ ███ ██ ████ ███ ██ ████ ███ ██ ████ ███ ██ ████ ███ ██ ████ ███ ██ ████ ███ ██ ████ ███ ██ ████ ███ ██ ████ ███ ██ ████ ███ ██ ████ ███ ██ ████ ███ ██ ████ ███ ██ ████ ███ ██ ████ ███ ██ ████ ███ ██ ████ ███ ██ ████ ███ ██ ████ ███ ██ ████ ███ ██ ████ ███ ██ ████ ███ ██ ████ ███ ██ ████ ███ ██ ████ ███ ██ ████ ███ ██ ████ ███ ██ ████ ███ ██ ████ ███ ██ ████ ███ ██ ████ ███ ██ ████ ███ ██ ████ ███ ██ ████ ███ ██ ████ ███ ██ ████ ███ ██ ████ ███ ██ ████ ███ ██ ████ ███ ██ ████ ███ ██ ████ ███ ██ ████ ███ ██ ████ ███ ██ ████ ███ ██ ████ ███ ██ ████ ███ ██ ████ ███ ██ ████ ███ ██ ████ ███ ██ ████ ███ ██ ████ ███ ██ ████ ███ ██ ████ ███ ██ ████ ███ ██ ████ ███ ██ ████ ███ ██ ████ ███ ██ ████ ███ ██ ████ ███ ██ ████ ███ ██ ████ ███ ██ ████ ███ ██ ████ ███ ██ ████ ███ ██ ████ ███ ██ ████ ███ ██ ████ ███ ██ ████ ███ ██ ████ ███ ██ ████ ███ ██ ████ ███ ██ ████ ███ ██ ████ ███ ██ ████ ███ ██ ████ ███ ██ ████ ███ ██ ████ ███ ██ ████ ███ ██ ████ ███ ██ ████ ███ ██ ████ ███ ██ ████ ███ ██ ████ ███ ██ ████ ███ ██ ████ ███ ██ ████ ███ ██ ████ ███ ██ ████ ███ ██ ████ ███ ██ ████ ███ ██ ████ ███ ██ ████ ███ ██ ████ ███ ██ ████ ███ ██ ████ ███ ██ ████ ███ ██ ████ ███ ██ ████ ███ ██ ████ ███ ██ ████ ███ ██ ████ ███ ██ ████ ███ ██ ████ ███ ██ ████ ███ ██ ████ ███ ██ ████ ███ ██ ████ ███ ██ ████ ███ ██ ████ ███ ██ ████ ███ ██ ████ ███ ██ ████ ███ ██ ████ ███ ██ ████ ███ ██ ████ ███ ██ ████ ███ ██ ████ ███ ██ ████ ███ ██ ████ ███ ██ ████ ███ ██ ████ ███ ██ ████ ███ ██ ████ ███ ██ ████ ███ ██ ████ ███ ██ ████ ███ ██ ████ ███ ██ ████ ███ ██ ████ ███ ██ ████ ███ ██ ████ ███ ██ ████ ███ ██ ████ ███ ██ ████ ███ ██ ████ ███ ██ ████ ███ ██ ████ ███ ██ ████ ███ ██ ████ ███ ██ ████ ███ ██ ████ ███ ██ ████ ███ ██ ████ ███ ██ ████ ███ ██ ████ ███ ██ ████ ███ ██ ████ ███ ██ ████ ███ ██ ████ ███ ██ ████ ███ ██ ████ ███ ██ ████ ███ ██ ████ ███ ██ ████ ███ ██ ████ ███ ██ ████ ███ ██ ████ ███ ██ ████ ███ ██ ████ ███ ██ ████ ███ ██ ████ ███ ██ ████ ███ ██ ████ ███ ██ ████ ███ ██ ████ ███ ██ ████ ███ ██ ████ ███ ██ ████ ███ ██ ████ ███ ██ ████ ███ ██ ████ ███ ██ ████ ███ ██ ████ ███ ██ ████ ███ ██ ████ ███ ██ ████ ███ ██ ████ ███ ██ ████ ███ ██ ████ ███ ██ ████ ███ ██ ████ ███ ██ ████ ███ ██ ████ ███ ██ ████ ███ ██ ████ ███ ██ ████ ███ ██ ████ ███ ██ ████ ███ ██ ████ ███ ██ ████ ███ ██ ████ ███ ██ ████ ███ ██ ████ ███ ██ ████ ███ ██ ████ ███ ██ ████ ███ ██ ████ ███ ██ ████ ███ ██ ████ ███ ██ ████ ███ ██ ████ ███ ██ ████ ███ ██ ████ ███ ██ ████ ███ ██ ████ ███ ██ ████ ███ ██ ████ ███ ██ ████ ███ ██ ████ ███ ██ ████ ███ ██ ████ ███ ██ ████ ███ ██ ████ ███ ██ ████ ███ ██ ████ ███ ██ ████ ███ ██ ████ ███ ██ ████ ███ ██ ████ ███ ██ ████ ███ ██ ████ ███ ██ ████ ███ ██ ████ ███ ██ ████ ███ ██ ████ ███ ██ ████ ███ ██ ████ ███ ██ ████ ███ ██ ████ ███ ██ ████ ███ ██ ████ ███ ██ ████ ███ ██ ████ ███ ██ ████ ███ ██ ████ ███ ██ ████ ███ ██ ████ ███ ██ ████ ███ ██ ████ ███ ██ ████ ███ ██ ████ ███ ██ ████ ███ ██ ████ ███ ██ ████ ███ ██ ████ ███ ██ ████ ███ ██ ████ ███ ██ ████ ███ ██ ████ ███ ██ ████ ███ ██ ████ ███ ██ ████ ███ ██ ████ ███ ██ ████ ███ ██ ████ ███ ██ ████ ███ ██ ████ ███ ██ ████ ███ ██ ████ ███ ██ ████ ███ ██ ████ ███ ██ ████ ███ ██ ████ ███ ██ ████ ███ ██ ████ ███ ██ ████ ███ ██ ████ ███ ██ ████ ███ ██ ████ (400, 614, 504, 1292)
front-heading: Oestlicher Kriegsschauplatz. (181, 1647, 253, 1653)
article-headline: Österreich-ungarischer Bericht. (161, 1628, 273, 1636)
speaker: Staatssekretär Kraetke (56, 1390, 121, 1396)
speaker: Staatssekretär Kraetke (56, 1801, 121, 1807)
speaker: Abg. v. Flemming (kons.): (56, 1092, 128, 1098)
body-text: ███ ██ ████ ███ ██ ████ ███ ██ ████ ███ ██ ████ ███ ██ ████ ███ ██ ████ ███ ██ ████ ███ ██ ████ ███ ██ ████ ███ ██ ████ ███ ██ ████ ███ ██ ████ ███ ██ ████ ███ ██ ████ ███ ██ ████ ███ ██ ████ ███ ██ ████ ███ ██ ████ ███ ██ ████ ███ ██ ████ ███ ██ ████ ███ ██ ████ ███ ██ ████ ███ ██ ████ ███ ██ ████ ███ ██ ████ ███ ██ ████ ███ ██ ████ ███ ██ ████ ███ ██ ████ ███ ██ ████ ███ ██ ████ ███ ██ ████ ███ ██ ████ ███ ██ ████ ███ ██ ████ ███ ██ ████ ███ ██ ████ ███ ██ ████ ███ ██ ████ ███ ██ ████ ███ ██ ████ ███ ██ ████ ███ ██ ████ ███ ██ ████ ███ ██ ████ ███ ██ ████ ███ ██ ████ ███ ██ ████ ███ ██ ████ ███ ██ ████ ███ ██ ████ ███ ██ ████ ███ ██ ████ ███ ██ ████ ███ ██ ████ ███ ██ ████ ███ ██ ████ ███ ██ ████ ███ ██ ████ ███ ██ ████ ███ ██ ████ ███ ██ ████ ███ ██ ████ ███ ██ ████ ███ ██ ████ ███ ██ ████ ███ ██ ████ ███ ██ ████ ███ ██ ████ ███ ██ ████ ███ ██ ████ ███ ██ ████ ███ ██ ████ ███ ██ ████ ███ ██ ████ ███ ██ ████ ███ ██ ████ ███ ██ ████ ███ ██ ████ ███ ██ ████ ███ ██ ████ ███ ██ ████ ███ ██ ████ ███ ██ ████ ███ ██ ████ ███ ██ ████ ███ ██ ████ ███ ██ ████ ███ ██ ████ ███ ██ ████ ███ ██ ████ ███ ██ ████ ███ ██ ████ ███ ██ ████ ███ ██ ████ ███ ██ ████ ███ ██ ████ ███ ██ ████ ███ ██ ████ ███ ██ ████ ███ ██ ████ ███ ██ ████ ███ ██ ████ ███ ██ ████ ███ ██ ████ ███ ██ ████ ███ ██ ████ ███ ██ ████ ███ ██ ████ ███ ██ ████ ███ ██ ████ ███ ██ ████ ███ ██ ████ ███ ██ ████ ███ ██ ████ ███ ██ ████ ███ ██ ████ ███ ██ ████ ███ ██ ████ ███ ██ ████ ███ ██ ████ ███ ██ ████ ███ ██ ████ ███ ██ ████ ███ ██ ████ ███ ██ ████ ███ ██ ████ ███ ██ ████ ███ ██ ████ ███ ██ ████ ███ ██ ████ ███ ██ ████ ███ ██ ████ ███ ██ ████ ███ ██ ████ ███ ██ ████ ███ ██ ████ ███ ██ ████ ███ ██ ████ ███ ██ ████ ███ ██ ████ ███ ██ ████ ███ ██ ████ ███ ██ ████ ███ ██ ████ ███ ██ ████ ███ ██ ████ ███ ██ ████ ███ ██ ████ ███ ██ ████ ███ ██ ████ ███ ██ ████ ███ ██ ████ ███ ██ ████ ███ ██ ████ ███ ██ ████ ███ ██ ████ ███ ██ ████ ███ ██ ████ (400, 1576, 504, 1733)
body-text: ███ ██ ████ ███ ██ ████ ███ ██ ████ ███ ██ ████ ███ ██ ████ ███ ██ ████ ███ ██ ████ ███ ██ ████ ███ ██ ████ ███ ██ ████ ███ ██ ████ ███ ██ ████ ███ ██ ████ ███ ██ ████ ███ ██ ████ ███ ██ ████ ███ ██ ████ ███ ██ ████ ███ ██ ████ ███ ██ ████ ███ ██ ████ ███ ██ ████ ███ ██ ████ ███ ██ ████ ███ ██ ████ ███ ██ ████ ███ ██ ████ ███ ██ ████ ███ ██ ████ ███ ██ ████ ███ ██ ████ ███ ██ ████ ███ ██ ████ ███ ██ ████ ███ ██ ████ ███ ██ ████ ███ ██ ████ ███ ██ ████ ███ ██ ████ ███ ██ ████ ███ ██ ████ ███ ██ ████ ███ ██ ████ ███ ██ ████ ███ ██ ████ ███ ██ ████ ███ ██ ████ ███ ██ ████ ███ ██ ████ ███ ██ ████ ███ ██ ████ ███ ██ ████ ███ ██ ████ ███ ██ ████ ███ ██ ████ ███ ██ ████ ███ ██ ████ ███ ██ ████ ███ ██ ████ ███ ██ ████ ███ ██ ████ ███ ██ ████ ███ ██ ████ ███ ██ ████ ███ ██ ████ ███ ██ ████ ███ ██ ████ ███ ██ ████ ███ ██ ████ ███ ██ ████ ███ ██ ████ ███ ██ ████ ███ ██ ████ ███ ██ ████ ███ ██ ████ ███ ██ ████ ███ ██ ████ ███ ██ ████ ███ ██ ████ ███ ██ ████ ███ ██ ████ ███ ██ ████ ███ ██ ████ ███ ██ ████ ███ ██ ████ ███ ██ ████ ███ ██ ████ ███ ██ ████ ███ ██ ████ ███ ██ ████ ███ ██ ████ ███ ██ ████ ███ ██ ████ ███ ██ ████ ███ ██ ████ ███ ██ ████ ███ ██ ████ ███ ██ ████ ███ ██ ████ ███ ██ ████ ███ ██ ████ ███ ██ ████ ███ ██ ████ ███ ██ ████ ███ ██ ████ ███ ██ ████ ███ ██ ████ ███ ██ ████ ███ ██ ████ ███ ██ ████ ███ ██ ████ ███ ██ ████ ███ ██ ████ ███ ██ ████ ███ ██ ████ ███ ██ ████ ███ ██ ████ ███ ██ ████ ███ ██ ████ ███ ██ ████ ███ ██ ████ ███ ██ ████ ███ ██ ████ ███ ██ ████ ███ ██ ████ ███ ██ ████ ███ ██ ████ ███ ██ ████ ███ ██ ████ ███ ██ ████ ███ ██ ████ ███ ██ ████ ███ ██ ████ ███ ██ ████ ███ ██ ████ ███ ██ ████ ███ ██ ████ ███ ██ ████ ███ ██ ████ ███ ██ ████ ███ ██ ████ ███ ██ ████ ███ ██ ████ ███ ██ ████ ███ ██ ████ ███ ██ ████ ███ ██ ████ ███ ██ ████ ███ ██ ████ ███ ██ ████ ███ ██ ████ ███ ██ ████ ███ ██ ████ ███ ██ ████ ███ ██ ████ ███ ██ ████ ███ ██ ████ ███ ██ ████ ███ ██ ████ ███ ██ ████ (400, 2161, 504, 2319)
body-text: ███ ██ ████ ███ ██ ████ ███ ██ ████ ███ ██ ████ ███ ██ ████ ███ ██ ████ ███ ██ ████ ███ ██ ████ ███ ██ ████ ███ ██ ████ ███ ██ ████ ███ ██ ████ ███ ██ ████ ███ ██ ████ ███ ██ ████ ███ ██ ████ ███ ██ ████ ███ ██ ████ ███ ██ ████ ███ ██ ████ ███ ██ ████ ███ ██ ████ ███ ██ ████ ███ ██ ████ ███ ██ ████ ███ ██ ████ ███ ██ ████ ███ ██ ████ ███ ██ ████ ███ ██ ████ ███ ██ ████ ███ ██ ████ ███ ██ ████ ███ ██ ████ ███ ██ ████ ███ ██ ████ ███ ██ ████ ███ ██ ████ ███ ██ ████ ███ ██ ████ ███ ██ ████ ███ ██ ████ ███ ██ ████ ███ ██ ████ ███ ██ ████ ███ ██ ████ ███ ██ ████ ███ ██ ████ ███ ██ ████ ███ ██ ████ ███ ██ ████ ███ ██ ████ ███ ██ ████ ███ ██ ████ ███ ██ ████ ███ ██ ████ ███ ██ ████ ███ ██ ████ ███ ██ ████ ███ ██ ████ ███ ██ ████ ███ ██ ████ ███ ██ ████ ███ ██ ████ ███ ██ ████ ███ ██ ████ ███ ██ ████ ███ ██ ████ ███ ██ ████ ███ ██ ████ ███ ██ ████ ███ ██ ████ ███ ██ ████ ███ ██ ████ ███ ██ ████ ███ ██ ████ ███ ██ ████ ███ ██ ████ ███ ██ ████ ███ ██ ████ ███ ██ ████ ███ ██ ████ ███ ██ ████ ███ ██ ████ ███ ██ ████ ███ ██ ████ ███ ██ ████ ███ ██ ████ ███ ██ ████ ███ ██ ████ ███ ██ ████ ███ ██ ████ ███ ██ ████ ███ ██ ████ ███ ██ ████ ███ ██ ████ ███ ██ ████ ███ ██ ████ ███ ██ ████ ███ ██ ████ ███ ██ ████ ███ ██ ████ ███ ██ ████ ███ ██ ████ ███ ██ ████ ███ ██ ████ ███ ██ ████ ███ ██ ████ ███ ██ ████ ███ ██ ████ ███ ██ ████ ███ ██ ████ ███ ██ ████ ███ ██ ████ ███ ██ ████ ███ ██ ████ ███ ██ ████ ███ ██ ████ ███ ██ ████ ███ ██ ████ ███ ██ ████ ███ ██ ████ ███ ██ ████ ███ ██ ████ ███ ██ ████ ███ ██ ████ ███ ██ ████ ███ ██ ████ ███ ██ ████ ███ ██ ████ ███ ██ ████ ███ ██ ████ ███ ██ ████ ███ ██ ████ ███ ██ ████ ███ ██ ████ ███ ██ ████ ███ ██ ████ ███ ██ ████ ███ ██ ████ ███ ██ ████ ███ ██ ████ ███ ██ ████ ███ ██ ████ ███ ██ ████ ███ ██ ████ ███ ██ ████ ███ ██ ████ ███ ██ ████ ███ ██ ████ ███ ██ ████ ███ ██ ████ ███ ██ ████ ███ ██ ████ ███ ██ ████ ███ ██ ████ ███ ██ ████ ███ ██ ████ ███ ██ ████ ███ ██ ████ ███ ██ ████ ███ ██ ████ ███ ██ ████ ███ ██ ████ ███ ██ ████ ███ ██ ████ ███ ██ ████ ███ ██ ████ ███ ██ ████ ███ ██ ████ ███ ██ ████ ███ ██ ████ ███ ██ ████ ███ ██ ████ ███ ██ ████ ███ ██ ████ ███ ██ ████ ███ ██ ████ ███ ██ ████ ███ ██ ████ ███ ██ ████ ███ ██ ████ ███ ██ ████ ███ ██ ████ ███ ██ ████ ███ ██ ████ ███ ██ ████ ███ ██ ████ ███ ██ ████ ███ ██ ████ ███ ██ ████ ███ ██ ████ ███ ██ ████ ███ ██ ████ ███ ██ ████ ███ ██ ████ ███ ██ ████ ███ ██ ████ ███ ██ ████ ███ ██ ████ ███ ██ ████ ███ ██ ████ ███ ██ ████ ███ ██ ████ ███ ██ ████ ███ ██ ████ ███ ██ ████ ███ ██ ████ ███ ██ ████ ███ ██ ████ ███ ██ ████ ███ ██ ████ ███ ██ ████ ███ ██ ████ ███ ██ ████ ███ ██ ████ ███ ██ ████ ███ ██ ████ ███ ██ ████ ███ ██ ████ ███ ██ ████ ███ ██ ████ ███ ██ ████ ███ ██ ████ ███ ██ ████ ███ ██ ████ ███ ██ ████ ███ ██ ████ ███ ██ ████ ███ ██ ████ (161, 65, 273, 271)
masthead (55, 24, 500, 34)
newspaper-title: Zweites Morgenblatt der Frankfurter Zeitung (215, 25, 347, 31)
body-text: ███ ██ ████ ███ ██ ████ ███ ██ ████ ███ ██ ████ ███ ██ ████ ███ ██ ████ ███ ██ ████ ███ ██ ████ ███ ██ ████ ███ ██ ████ ███ ██ ████ ███ ██ ████ ███ ██ ████ ███ ██ ████ ███ ██ ████ ███ ██ ████ ███ ██ ████ ███ ██ ████ ███ ██ ████ ███ ██ ████ ███ ██ ████ ███ ██ ████ ███ ██ ████ ███ ██ ████ ███ ██ ████ ███ ██ ████ ███ ██ ████ ███ ██ ████ ███ ██ ████ ███ ██ ████ ███ ██ ████ ███ ██ ████ ███ ██ ████ ███ ██ ████ ███ ██ ████ ███ ██ ████ ███ ██ ████ ███ ██ ████ ███ ██ ████ ███ ██ ████ ███ ██ ████ ███ ██ ████ ███ ██ ████ ███ ██ ████ ███ ██ ████ ███ ██ ████ ███ ██ ████ ███ ██ ████ ███ ██ ████ ███ ██ ████ ███ ██ ████ ███ ██ ████ ███ ██ ████ ███ ██ ████ ███ ██ ████ ███ ██ ████ ███ ██ ████ ███ ██ ████ ███ ██ ████ ███ ██ ████ ███ ██ ████ ███ ██ ████ ███ ██ ████ ███ ██ ████ ███ ██ ████ ███ ██ ████ ███ ██ ████ ███ ██ ████ ███ ██ ████ ███ ██ ████ ███ ██ ████ ███ ██ ████ ███ ██ ████ ███ ██ ████ ███ ██ ████ ███ ██ ████ ███ ██ ████ ███ ██ ████ ███ ██ ████ ███ ██ ████ ███ ██ ████ ███ ██ ████ ███ ██ ████ ███ ██ ████ ███ ██ ████ ███ ██ ████ ███ ██ ████ ███ ██ ████ ███ ██ ████ ███ ██ ████ ███ ██ ████ ███ ██ ████ ███ ██ ████ ███ ██ ████ ███ ██ ████ ███ ██ ████ ███ ██ ████ ███ ██ ████ ███ ██ ████ ███ ██ ████ ███ ██ ████ ███ ██ ████ ███ ██ ████ ███ ██ ████ ███ ██ ████ ███ ██ ████ ███ ██ ████ ███ ██ ████ ███ ██ ████ ███ ██ ████ ███ ██ ████ ███ ██ ████ ███ ██ ████ ███ ██ ████ ███ ██ ████ ███ ██ ████ ███ ██ ████ ███ ██ ████ ███ ██ ████ ███ ██ ████ ███ ██ ████ ███ ██ ████ ███ ██ ████ ███ ██ ████ ███ ██ ████ ███ ██ ████ ███ ██ ████ ███ ██ ████ ███ ██ ████ ███ ██ ████ ███ ██ ████ ███ ██ ████ ███ ██ ████ ███ ██ ████ ███ ██ ████ ███ ██ ████ ███ ██ ████ ███ ██ ████ ███ ██ ████ ███ ██ ████ ███ ██ ████ ███ ██ ████ ███ ██ ████ ███ ██ ████ ███ ██ ████ ███ ██ ████ ███ ██ ████ ███ ██ ████ ███ ██ ████ ███ ██ ████ ███ ██ ████ ███ ██ ████ ███ ██ ████ ███ ██ ████ ███ ██ ████ ███ ██ ████ ███ ██ ████ ███ ██ ████ ███ ██ ████ ███ ██ ████ ███ ██ ████ ███ ██ ████ ███ ██ ████ ███ ██ ████ ███ ██ ████ ███ ██ ████ ███ ██ ████ ███ ██ ████ ███ ██ ████ ███ ██ ████ (400, 1747, 504, 1914)
speaker: Abg. Zubeil (Soz. Arbeitsgemeinschaft) (56, 1707, 153, 1718)
article-headline: Der Seekrieg. (428, 39, 476, 46)
speaker: Abg. Taubadel (Sozd.): (56, 102, 119, 108)
body-text: ███ ██ ████ ███ ██ ████ ███ ██ ████ ███ ██ ████ ███ ██ ████ ███ ██ ████ ███ ██ ████ ███ ██ ████ ███ ██ ████ ███ ██ ████ ███ ██ ████ ███ ██ ████ ███ ██ ████ ███ ██ ████ ███ ██ ████ ███ ██ ████ ███ ██ ████ ███ ██ ████ ███ ██ ████ ███ ██ ████ ███ ██ ████ ███ ██ ████ ███ ██ ████ ███ ██ ████ ███ ██ ████ ███ ██ ████ ███ ██ ████ ███ ██ ████ ███ ██ ████ ███ ██ ████ ███ ██ ████ ███ ██ ████ ███ ██ ████ ███ ██ ████ ███ ██ ████ ███ ██ ████ ███ ██ ████ ███ ██ ████ ███ ██ ████ ███ ██ ████ ███ ██ ████ ███ ██ ████ ███ ██ ████ ███ ██ ████ ███ ██ ████ ███ ██ ████ ███ ██ ████ ███ ██ ████ ███ ██ ████ ███ ██ ████ ███ ██ ████ ███ ██ ████ ███ ██ ████ ███ ██ ████ ███ ██ ████ ███ ██ ████ ███ ██ ████ ███ ██ ████ ███ ██ ████ ███ ██ ████ ███ ██ ████ ███ ██ ████ ███ ██ ████ ███ ██ ████ ███ ██ ████ ███ ██ ████ ███ ██ ████ ███ ██ ████ ███ ██ ████ ███ ██ ████ ███ ██ ████ ███ ██ ████ ███ ██ ████ ███ ██ ████ ███ ██ ████ ███ ██ ████ ███ ██ ████ ███ ██ ████ ███ ██ ████ ███ ██ ████ ███ ██ ████ ███ ██ ████ ███ ██ ████ ███ ██ ████ ███ ██ ████ ███ ██ ████ ███ ██ ████ ███ ██ ████ ███ ██ ████ ███ ██ ████ ███ ██ ████ ███ ██ ████ ███ ██ ████ ███ ██ ████ ███ ██ ████ ███ ██ ████ ███ ██ ████ ███ ██ ████ ███ ██ ████ ███ ██ ████ ███ ██ ████ ███ ██ ████ ███ ██ ████ ███ ██ ████ ███ ██ ████ ███ ██ ████ ███ ██ ████ ███ ██ ████ ███ ██ ████ ███ ██ ████ ███ ██ ████ ███ ██ ████ ███ ██ ████ ███ ██ ████ ███ ██ ████ ███ ██ ████ ███ ██ ████ ███ ██ ████ ███ ██ ████ ███ ██ ████ (56, 2225, 153, 2352)
dateline: N Berlin, 3. Mai. (Priv.-Tel.) (161, 59, 221, 64)
body-text: ███ ██ ████ ███ ██ ████ ███ ██ ████ ███ ██ ████ ███ ██ ████ ███ ██ ████ ███ ██ ████ ███ ██ ████ ███ ██ ████ ███ ██ ████ ███ ██ ████ ███ ██ ████ ███ ██ ████ ███ ██ ████ ███ ██ ████ ███ ██ ████ ███ ██ ████ ███ ██ ████ ███ ██ ████ ███ ██ ████ ███ ██ ████ ███ ██ ████ ███ ██ ████ ███ ██ ████ ███ ██ ████ ███ ██ ████ ███ ██ ████ ███ ██ ████ ███ ██ ████ ███ ██ ████ ███ ██ ████ ███ ██ ████ ███ ██ ████ ███ ██ ████ ███ ██ ████ ███ ██ ████ ███ ██ ████ ███ ██ ████ ███ ██ ████ ███ ██ ████ ███ ██ ████ ███ ██ ████ ███ ██ ████ ███ ██ ████ ███ ██ ████ ███ ██ ████ ███ ██ ████ ███ ██ ████ ███ ██ ████ ███ ██ ████ ███ ██ ████ ███ ██ ████ ███ ██ ████ ███ ██ ████ ███ ██ ████ ███ ██ ████ ███ ██ ████ ███ ██ ████ ███ ██ ████ ███ ██ ████ (56, 1808, 153, 1871)
body-text: ███ ██ ████ ███ ██ ████ ███ ██ ████ ███ ██ ████ ███ ██ ████ ███ ██ ████ ███ ██ ████ ███ ██ ████ ███ ██ ████ ███ ██ ████ ███ ██ ████ ███ ██ ████ ███ ██ ████ ███ ██ ████ ███ ██ ████ ███ ██ ████ ███ ██ ████ ███ ██ ████ ███ ██ ████ ███ ██ ████ ███ ██ ████ ███ ██ ████ ███ ██ ████ ███ ██ ████ ███ ██ ████ ███ ██ ████ ███ ██ ████ ███ ██ ████ ███ ██ ████ ███ ██ ████ ███ ██ ████ ███ ██ ████ ███ ██ ████ ███ ██ ████ ███ ██ ████ ███ ██ ████ ███ ██ ████ ███ ██ ████ ███ ██ ████ ███ ██ ████ ███ ██ ████ ███ ██ ████ ███ ██ ████ ███ ██ ████ ███ ██ ████ ███ ██ ████ ███ ██ ████ ███ ██ ████ ███ ██ ████ ███ ██ ████ ███ ██ ████ ███ ██ ████ ███ ██ ████ ███ ██ ████ ███ ██ ████ ███ ██ ████ ███ ██ ████ ███ ██ ████ ███ ██ ████ ███ ██ ████ ███ ██ ████ ███ ██ ████ ███ ██ ████ ███ ██ ████ ███ ██ ████ ███ ██ ████ ███ ██ ████ ███ ██ ████ ███ ██ ████ ███ ██ ████ ███ ██ ████ ███ ██ ████ ███ ██ ████ ███ ██ ████ ███ ██ ████ ███ ██ ████ ███ ██ ████ ███ ██ ████ ███ ██ ████ ███ ██ ████ ███ ██ ████ ███ ██ ████ ███ ██ ████ ███ ██ ████ ███ ██ ████ ███ ██ ████ ███ ██ ████ ███ ██ ████ ███ ██ ████ ███ ██ ████ ███ ██ ████ ███ ██ ████ ███ ██ ████ ███ ██ ████ ███ ██ ████ ███ ██ ████ ███ ██ ████ ███ ██ ████ ███ ██ ████ ███ ██ ████ ███ ██ ████ ███ ██ ████ ███ ██ ████ ███ ██ ████ ███ ██ ████ ███ ██ ████ ███ ██ ████ ███ ██ ████ ███ ██ ████ ███ ██ ████ ███ ██ ████ ███ ██ ████ ███ ██ ████ ███ ██ ████ ███ ██ ████ ███ ██ ████ ███ ██ ████ ███ ██ ████ ███ ██ ████ ███ ██ ████ ███ ██ ████ ███ ██ ████ ███ ██ ████ ███ ██ ████ ███ ██ ████ ███ ██ ████ ███ ██ ████ ███ ██ ████ ███ ██ ████ ███ ██ ████ ███ ██ ████ ███ ██ ████ ███ ██ ████ ███ ██ ████ ███ ██ ████ ███ ██ ████ ███ ██ ████ ███ ██ ████ ███ ██ ████ ███ ██ ████ ███ ██ ████ ███ ██ ████ ███ ██ ████ ███ ██ ████ ███ ██ ████ ███ ██ ████ ███ ██ ████ ███ ██ ████ ███ ██ ████ ███ ██ ████ ███ ██ ████ ███ ██ ████ ███ ██ ████ ███ ██ ████ ███ ██ ████ ███ ██ ████ ███ ██ ████ ███ ██ ████ ███ ██ ████ ███ ██ ████ ███ ██ ████ ███ ██ ████ ███ ██ ████ ███ ██ ████ ███ ██ ████ ███ ██ ████ ███ ██ ████ ███ ██ ████ ███ ██ ████ ███ ██ ████ ███ ██ ████ ███ ██ ████ ███ ██ ████ ███ ██ ████ ███ ██ ████ ███ ██ ████ ███ ██ ████ ███ ██ ████ ███ ██ ████ ███ ██ ████ ███ ██ ████ ███ ██ ████ ███ ██ ████ ███ ██ ████ ███ ██ ████ ███ ██ ████ ███ ██ ████ ███ ██ ████ ███ ██ ████ ███ ██ ████ ███ ██ ████ ███ ██ ████ ███ ██ ████ ███ ██ ████ ███ ██ ████ ███ ██ ████ ███ ██ ████ ███ ██ ████ ███ ██ ████ ███ ██ ████ ███ ██ ████ ███ ██ ████ ███ ██ ████ ███ ██ ████ ███ ██ ████ ███ ██ ████ ███ ██ ████ ███ ██ ████ ███ ██ ████ ███ ██ ████ ███ ██ ████ ███ ██ ████ ███ ██ ████ ███ ██ ████ ███ ██ ████ ███ ██ ████ ███ ██ ████ ███ ██ ████ ███ ██ ████ ███ ██ ████ ███ ██ ████ ███ ██ ████ ███ ██ ████ ███ ██ ████ ███ ██ ████ ███ ██ ████ ███ ██ ████ ███ ██ ████ ███ ██ ████ ███ ██ ████ ███ ██ ████ ███ ██ ████ ███ ██ ████ ███ ██ ████ ███ ██ ████ ███ ██ ████ ███ ██ ████ ███ ██ ████ ███ ██ ████ ███ ██ ████ ███ ██ ████ ███ ██ ████ ███ ██ ████ ███ ██ ████ ███ ██ ████ ███ ██ ████ ███ ██ ████ ███ ██ ████ ███ ██ ████ ███ ██ ████ ███ ██ ████ ███ ██ ████ ███ ██ ████ ███ ██ ████ ███ ██ ████ ███ ██ ████ ███ ██ ████ ███ ██ ████ ███ ██ ████ ███ ██ ████ ███ ██ ████ ███ ██ ████ ███ ██ ████ ███ ██ ████ ███ ██ ████ ███ ██ ████ ███ ██ ████ ███ ██ ████ ███ ██ ████ ███ ██ ████ ███ ██ ████ ███ ██ ████ ███ ██ ████ ███ ██ ████ ███ ██ ████ ███ ██ ████ ███ ██ ████ ███ ██ ████ ███ ██ ████ ███ ██ ████ ███ ██ ████ ███ ██ ████ ███ ██ ████ ███ ██ ████ ███ ██ ████ ███ ██ ████ ███ ██ ████ ███ ██ ████ ███ ██ ████ ███ ██ ████ ███ ██ ████ ███ ██ ████ ███ ██ ████ ███ ██ ████ ███ ██ ████ ███ ██ ████ ███ ██ ████ ███ ██ ████ ███ ██ ████ ███ ██ ████ ███ ██ ████ ███ ██ ████ ███ ██ ████ ███ ██ ████ ███ ██ ████ ███ ██ ████ ███ ██ ████ ███ ██ ████ ███ ██ ████ ███ ██ ████ ███ ██ ████ ███ ██ ████ ███ ██ ████ ███ ██ ████ ███ ██ ████ ███ ██ ████ ███ ██ ████ ███ ██ ████ ███ ██ ████ ███ ██ ████ ███ ██ ████ ███ ██ ████ ███ ██ ████ ███ ██ ████ ███ ██ ████ ███ ██ ████ ███ ██ ████ ███ ██ ████ ███ ██ ████ ███ ██ ████ ███ ██ ████ ███ ██ ████ ███ ██ ████ ███ ██ ████ ███ ██ ████ ███ ██ ████ ███ ██ ████ ███ ██ ████ ███ ██ ████ ███ ██ ████ ███ ██ ████ ███ ██ ████ ███ ██ ████ ███ ██ ████ ███ ██ ████ ███ ██ ████ ███ ██ ████ ███ ██ ████ ███ ██ ████ ███ ██ ████ ███ ██ ████ ███ ██ ████ ███ ██ ████ ███ ██ ████ ███ ██ ████ ███ ██ ████ ███ ██ ████ ███ ██ ████ ███ ██ ████ ███ ██ ████ ███ ██ ████ ███ ██ ████ ███ ██ ████ ███ ██ ████ ███ ██ ████ ███ ██ ████ ███ ██ ████ ███ ██ ████ ███ ██ ████ ███ ██ ████ ███ ██ ████ ███ ██ ████ ███ ██ ████ ███ ██ ████ ███ ██ ████ ███ ██ ████ ███ ██ ████ ███ ██ ████ ███ ██ ████ ███ ██ ████ ███ ██ ████ ███ ██ ████ ███ ██ ████ ███ ██ ████ ███ ██ ████ ███ ██ ████ ███ ██ ████ ███ ██ ████ ███ ██ ████ ███ ██ ████ ███ ██ ████ ███ ██ ████ ███ ██ ████ ███ ██ ████ ███ ██ ████ ███ ██ ████ ███ ██ ████ ███ ██ ████ ███ ██ ████ ███ ██ ████ ███ ██ ████ ███ ██ ████ ███ ██ ████ ███ ██ ████ ███ ██ ████ ███ ██ ████ ███ ██ ████ ███ ██ ████ ███ ██ ████ ███ ██ ████ ███ ██ ████ ███ ██ ████ ███ ██ ████ ███ ██ ████ ███ ██ ████ ███ ██ ████ ███ ██ ████ ███ ██ ████ ███ ██ ████ ███ ██ ████ ███ ██ ████ ███ ██ ████ ███ ██ ████ ███ ██ ████ ███ ██ ████ ███ ██ ████ ███ ██ ████ ███ ██ ████ ███ ██ ████ ███ ██ ████ ███ ██ ████ ███ ██ ████ ███ ██ ████ ███ ██ ████ ███ ██ ████ ███ ██ ████ ███ ██ ████ ███ ██ ████ ███ ██ ████ ███ ██ ████ ███ ██ ████ ███ ██ ████ ███ ██ ████ ███ ██ ████ ███ ██ ████ ███ ██ ████ ███ ██ ████ ███ ██ ████ ███ ██ ████ ███ ██ ████ ███ ██ ████ ███ ██ ████ ███ ██ ████ ███ ██ ████ ███ ██ ████ ███ ██ ████ ███ ██ ████ ███ ██ ████ ███ ██ ████ ███ ██ ████ ███ ██ ████ ███ ██ ████ ███ ██ ████ ███ ██ ████ ███ ██ ████ ███ ██ ████ ███ ██ ████ ███ ██ ████ ███ ██ ████ ███ ██ ████ ███ ██ ████ ███ ██ ████ ███ ██ ████ ███ ██ ████ ███ ██ ████ ███ ██ ████ ███ ██ ████ ███ ██ ████ ███ ██ ████ ███ ██ ████ ███ ██ ████ ███ ██ ████ ███ ██ ████ ███ ██ ████ ███ ██ ████ ███ ██ ████ ███ ██ ████ ███ ██ ████ ███ ██ ████ ███ ██ ████ ███ ██ ████ ███ ██ ████ ███ ██ ████ ███ ██ ████ ███ ██ ████ ███ ██ ████ ███ ██ ████ ███ ██ ████ ███ ██ ████ ███ ██ ████ ███ ██ ████ ███ ██ ████ ███ ██ ████ ███ ██ ████ ███ ██ ████ ███ ██ ████ ███ ██ ████ ███ ██ ████ ███ ██ ████ ███ ██ ████ ███ ██ ████ ███ ██ ████ ███ ██ ████ ███ ██ ████ ███ ██ ████ ███ ██ ████ ███ ██ ████ ███ ██ ████ ███ ██ ████ ███ ██ ████ ███ ██ ████ ███ ██ ████ ███ ██ ████ ███ ██ ████ ███ ██ ████ ███ ██ ████ ███ ██ ████ ███ ██ ████ ███ ██ ████ ███ ██ ████ ███ ██ ████ ███ ██ ████ ███ ██ ████ ███ ██ ████ ███ ██ ████ ███ ██ ████ ███ ██ ████ ███ ██ ████ ███ ██ ████ ███ ██ ████ ███ ██ ████ ███ ██ ████ ███ ██ ████ ███ ██ ████ ███ ██ ████ ███ ██ ████ ███ ██ ████ ███ ██ ████ ███ ██ ████ ███ ██ ████ ███ ██ ████ ███ ██ ████ ███ ██ ████ ███ ██ ████ ███ ██ ████ ███ ██ ████ ███ ██ ████ ███ ██ ████ ███ ██ ████ ███ ██ ████ ███ ██ ████ ███ ██ ████ ███ ██ ████ ███ ██ ████ ███ ██ ████ ███ ██ ████ ███ ██ ████ ███ ██ ████ ███ ██ ████ ███ ██ ████ ███ ██ ████ ███ ██ ████ ███ ██ ████ ███ ██ ████ ███ ██ ████ ███ ██ ████ ███ ██ ████ ███ ██ ████ ███ ██ ████ ███ ██ ████ ███ ██ ████ ███ ██ ████ ███ ██ ████ ███ ██ ████ ███ ██ ████ ███ ██ ████ ███ ██ ████ ███ ██ ████ ███ ██ ████ ███ ██ ████ ███ ██ ████ ███ ██ ████ ███ ██ ████ ███ ██ ████ ███ ██ ████ ███ ██ ████ ███ ██ ████ ███ ██ ████ ███ ██ ████ ███ ██ ████ ███ ██ ████ ███ ██ ████ ███ ██ ████ ███ ██ ████ ███ ██ ████ ███ ██ ████ ███ ██ ████ ███ ██ ████ ███ ██ ████ ███ ██ ████ ███ ██ ████ ███ ██ ████ ███ ██ ████ ███ ██ ████ ███ ██ ████ ███ ██ ████ ███ ██ ████ ███ ██ ████ ███ ██ ████ ███ ██ ████ ███ ██ ████ ███ ██ ████ ███ ██ ████ ███ ██ ████ ███ ██ ████ ███ ██ ████ ███ ██ ████ ███ ██ ████ ███ ██ ████ ███ ██ ████ ███ ██ ████ ███ ██ ████ ███ ██ ████ ███ ██ ████ ███ ██ ████ ███ ██ ████ ███ ██ ████ ███ ██ ████ ███ ██ ████ ███ ██ ████ ███ ██ ████ ███ ██ ████ ███ ██ ████ ███ ██ ████ ███ ██ ████ ███ ██ ████ ███ ██ ████ ███ ██ ████ ███ ██ ████ ███ ██ ████ ███ ██ ████ ███ ██ ████ ███ ██ ████ ███ ██ ████ ███ ██ ████ ███ ██ ████ ███ ██ ████ ███ ██ ████ ███ ██ ████ ███ ██ ████ ███ ██ ████ ███ ██ ████ ███ ██ ████ ███ ██ ████ ███ ██ ████ ███ ██ ████ ███ ██ ████ ███ ██ ████ ███ ██ ████ ███ ██ ████ ███ ██ ████ ███ ██ ████ ███ ██ ████ ███ ██ ████ ███ ██ ████ ███ ██ ████ ███ ██ ████ ███ ██ ████ ███ ██ ████ ███ ██ ████ ███ ██ ████ ███ ██ ████ ███ ██ ████ ███ ██ ████ ███ ██ ████ ███ ██ ████ ███ ██ ████ ███ ██ ████ ███ ██ ████ ███ ██ ████ ███ ██ ████ ███ ██ ████ ███ ██ ████ ███ ██ ████ ███ ██ ████ ███ ██ ████ ███ ██ ████ ███ ██ ████ ███ ██ ████ ███ ██ ████ ███ ██ ████ ███ ██ ████ ███ ██ ████ ███ ██ ████ ███ ██ ████ ███ ██ ████ ███ ██ ████ ███ ██ ████ ███ ██ ████ ███ ██ ████ ███ ██ ████ ███ ██ ████ ███ ██ ████ ███ ██ ████ ███ ██ ████ ███ ██ ████ ███ ██ ████ ███ ██ ████ ███ ██ ████ ███ ██ ████ ███ ██ ████ ███ ██ ████ ███ ██ ████ ███ ██ ████ ███ ██ ████ ███ ██ ████ ███ ██ ████ ███ ██ ████ ███ ██ ████ ███ ██ ████ ███ ██ ████ ███ ██ ████ ███ ██ ████ ███ ██ ████ ███ ██ ████ ███ ██ ████ ███ ██ ████ ███ ██ ████ ███ ██ ████ ███ ██ ████ ███ ██ ████ ███ ██ ████ ███ ██ ████ ███ ██ ████ ███ ██ ████ ███ ██ ████ ███ ██ ████ ███ ██ ████ ███ ██ ████ ███ ██ ████ ███ ██ ████ ███ ██ ████ ███ ██ ████ ███ ██ ████ ███ ██ ████ ███ ██ ████ ███ ██ ████ ███ ██ ████ ███ ██ ████ ███ ██ ████ ███ ██ ████ ███ ██ ████ ███ ██ ████ ███ ██ ████ ███ ██ ████ ███ ██ ████ ███ ██ ████ ███ ██ ████ ███ ██ ████ ███ ██ ████ ███ ██ ████ ███ ██ ████ ███ ██ ████ ███ ██ ████ ███ ██ ████ ███ ██ ████ ███ ██ ████ ███ ██ ████ ███ ██ ████ ███ ██ ████ ███ ██ ████ ███ ██ ████ ███ ██ ████ ███ ██ ████ ███ ██ ████ ███ ██ ████ ███ ██ ████ ███ ██ ████ ███ ██ ████ ███ ██ ████ ███ ██ ████ ███ ██ ████ ███ ██ ████ ███ ██ ████ ███ ██ ████ ███ ██ ████ ███ ██ ████ ███ ██ ████ ███ ██ ████ ███ ██ ████ ███ ██ ████ ███ ██ ████ ███ ██ ████ ███ ██ ████ ███ ██ ████ ███ ██ ████ ███ ██ ████ ███ ██ ████ ███ ██ ████ ███ ██ ████ ███ ██ ████ ███ ██ ████ ███ ██ ████ ███ ██ ████ ███ ██ ████ ███ ██ ████ ███ ██ ████ ███ ██ ████ ███ ██ ████ ███ ██ ████ ███ ██ ████ ███ ██ ████ ███ ██ ████ ███ ██ ████ ███ ██ ████ ███ ██ ████ ███ ██ ████ ███ ██ ████ ███ ██ ████ ███ ██ ████ ███ ██ ████ ███ ██ ████ ███ ██ ████ ███ ██ ████ ███ ██ ████ ███ ██ ████ ███ ██ ████ ███ ██ ████ ███ ██ ████ ███ ██ ████ ███ ██ ████ ███ ██ ████ ███ ██ ████ ███ ██ ████ ███ ██ ████ ███ ██ ████ ███ ██ ████ ███ ██ ████ ███ ██ ████ ███ ██ ████ ███ ██ ████ ███ ██ ████ ███ ██ ████ ███ ██ ████ ███ ██ ████ ███ ██ ████ ███ ██ ████ ███ ██ ████ ███ ██ ████ ███ ██ ████ ███ ██ ████ ███ ██ ████ ███ ██ ████ ███ ██ ████ ███ ██ ████ ███ ██ ████ ███ ██ ████ ███ ██ ████ ███ ██ ████ ███ ██ ████ ███ ██ ████ ███ ██ ████ ███ ██ ████ ███ ██ ████ ███ ██ ████ ███ ██ ████ ███ ██ ████ ███ ██ ████ ███ ██ ████ ███ ██ ████ ███ ██ ████ ███ ██ ████ ███ ██ ████ ███ ██ ████ ███ ██ ████ ███ ██ ████ ███ ██ ████ ███ ██ ████ ███ ██ ████ ███ ██ ████ ███ ██ ████ ███ ██ ████ ███ ██ ████ ███ ██ ████ ███ ██ ████ ███ ██ ████ ███ ██ ████ ███ ██ ████ ███ ██ ████ ███ ██ ████ ███ ██ ████ ███ ██ ████ ███ ██ ████ ███ ██ ████ ███ ██ ████ ███ ██ ████ ███ ██ ████ ███ ██ ████ ███ ██ ████ ███ ██ ████ ███ ██ ████ ███ ██ ████ ███ ██ ████ ███ ██ ████ ███ ██ ████ ███ ██ ████ ███ ██ ████ ███ ██ ████ ███ ██ ████ ███ ██ ████ ███ ██ ████ ███ ██ ████ ███ ██ ████ ███ ██ ████ ███ ██ ████ ███ ██ ████ ███ ██ ████ ███ ██ ████ ███ ██ ████ ███ ██ ████ ███ ██ ████ ███ ██ ████ ███ ██ ████ ███ ██ ████ ███ ██ ████ ███ ██ ████ ███ ██ ████ ███ ██ ████ ███ ██ ████ ███ ██ ████ ███ ██ ████ ███ ██ ████ ███ ██ ████ ███ ██ ████ ███ ██ ████ ███ ██ ████ ███ ██ ████ ███ ██ ████ ███ ██ ████ ███ ██ ████ ███ ██ ████ ███ ██ ████ ███ ██ ████ ███ ██ ████ ███ ██ ████ ███ ██ ████ ███ ██ ████ ███ ██ ████ ███ ██ ████ ███ ██ ████ ███ ██ ████ ███ ██ ████ ███ ██ ████ ███ ██ ████ ███ ██ ████ ███ ██ ████ ███ ██ ████ ███ ██ ████ ███ ██ ████ ███ ██ ████ ███ ██ ████ ███ ██ ████ ███ ██ ████ ███ ██ ████ ███ ██ ████ ███ ██ ████ ███ ██ ████ ███ ██ ████ ███ ██ ████ ███ ██ ████ ███ ██ ████ ███ ██ ████ ███ ██ ████ ███ ██ ████ ███ ██ ████ ███ ██ ████ ███ ██ ████ ███ ██ ████ ███ ██ ████ ███ ██ ████ ███ ██ ████ ███ ██ ████ ███ ██ ████ ███ ██ ████ ███ ██ ████ ███ ██ ████ ███ ██ ████ ███ ██ ████ ███ ██ ████ ███ ██ ████ ███ ██ ████ ███ ██ ████ ███ ██ ████ ███ ██ ████ ███ ██ ████ ███ ██ ████ ███ ██ ████ ███ ██ ████ ███ ██ ████ ███ ██ ████ ███ ██ ████ ███ ██ ████ ███ ██ ████ ███ ██ ████ ███ ██ ████ ███ ██ ████ ███ ██ ████ ███ ██ ████ ███ ██ ████ ███ ██ ████ ███ ██ ████ ███ ██ ████ ███ ██ ████ ███ ██ ████ ███ ██ ████ ███ ██ ████ ███ ██ ████ ███ ██ ████ ███ ██ ████ ███ ██ ████ ███ ██ ████ ███ ██ ████ ███ ██ ████ ███ ██ ████ ███ ██ ████ ███ ██ ████ ███ ██ ████ ███ ██ ████ ███ ██ ████ ███ ██ ████ ███ ██ ████ ███ ██ ████ ███ ██ ████ ███ ██ ████ ███ ██ ████ ███ ██ ████ ███ ██ ████ ███ ██ ████ ███ ██ ████ ███ ██ ████ ███ ██ ████ ███ ██ ████ ███ ██ ████ ███ ██ ████ ███ ██ ████ ███ ██ ████ ███ ██ ████ ███ ██ ████ ███ ██ ████ ███ ██ ████ ███ ██ ████ ███ ██ ████ ███ ██ ████ ███ ██ ████ ███ ██ ████ ███ ██ ████ ███ ██ ████ ███ ██ ████ ███ ██ ████ ███ ██ ████ ███ ██ ████ ███ ██ ████ ███ ██ ████ ███ ██ ████ ███ ██ ████ ███ ██ ████ ███ ██ ████ ███ ██ ████ ███ ██ ████ ███ ██ ████ ███ ██ ████ ███ ██ ████ ███ ██ ████ ███ ██ ████ ███ ██ ████ ███ ██ ████ ███ ██ ████ ███ ██ ████ ███ ██ ████ ███ ██ ████ ███ ██ ████ ███ ██ ████ ███ ██ ████ ███ ██ ████ ███ ██ ████ ███ ██ ████ ███ ██ ████ ███ ██ ████ ███ ██ ████ ███ ██ ████ ███ ██ ████ ███ ██ ████ ███ ██ ████ ███ ██ ████ ███ ██ ████ ███ ██ ████ ███ ██ ████ ███ ██ ████ ███ ██ ████ ███ ██ ████ ███ ██ ████ ███ ██ ████ ███ ██ ████ ███ ██ ████ ███ ██ ████ ███ ██ ████ ███ ██ ████ ███ ██ ████ ███ ██ ████ ███ ██ ████ ███ ██ ████ ███ ██ ████ ███ ██ ████ ███ ██ ████ ███ ██ ████ ███ ██ ████ ███ ██ ████ ███ ██ ████ ███ ██ ████ ███ ██ ████ ███ ██ ████ ███ ██ ████ ███ ██ ████ ███ ██ ████ ███ ██ ████ ███ ██ ████ ███ ██ ████ ███ ██ ████ ███ ██ ████ ███ ██ ████ ███ ██ ████ ███ ██ ████ ███ ██ ████ ███ ██ ████ ███ ██ ████ ███ ██ ████ ███ ██ ████ ███ ██ ████ ███ ██ ████ ███ ██ ████ ███ ██ ████ ███ ██ ████ ███ ██ ████ ███ ██ ████ ███ ██ ████ ███ ██ ████ ███ ██ ████ ███ ██ ████ ███ ██ ████ ███ ██ ████ ███ ██ ████ ███ ██ ████ ███ ██ ████ ███ ██ ████ ███ ██ ████ ███ ██ ████ ███ ██ ████ ███ ██ ████ ███ ██ ████ ███ ██ ████ ███ ██ ████ ███ ██ ████ ███ ██ ████ ███ ██ ████ ███ ██ ████ ███ ██ ████ ███ ██ ████ ███ ██ ████ ███ ██ ████ ███ ██ ████ ███ ██ ████ ███ ██ ████ ███ ██ ████ ███ ██ ████ ███ ██ ████ ███ ██ ████ ███ ██ ████ ███ ██ ████ ███ ██ ████ ███ ██ ████ ███ ██ ████ ███ ██ ████ ███ ██ ████ ███ ██ ████ ███ ██ ████ ███ ██ ████ ███ ██ ████ ███ ██ ████ ███ ██ ████ ███ ██ ████ ███ ██ ████ ███ ██ ████ ███ ██ ████ ███ ██ ████ ███ ██ ████ ███ ██ ████ ███ ██ ████ ███ ██ ████ ███ ██ ████ ███ ██ ████ ███ ██ ████ ███ ██ ████ ███ ██ ████ ███ ██ ████ ███ ██ ████ ███ ██ ████ ███ ██ ████ ███ ██ ████ ███ ██ ████ ███ ██ ████ ███ ██ ████ ███ ██ ████ ███ ██ ████ ███ ██ ████ ███ ██ ████ ███ ██ ████ ███ ██ ████ ███ ██ ████ ███ ██ ████ ███ ██ ████ ███ ██ ████ ███ ██ ████ ███ ██ ████ ███ ██ ████ ███ ██ ████ ███ ██ ████ ███ ██ ████ ███ ██ ████ ███ ██ ████ ███ ██ ████ ███ ██ ████ ███ ██ ████ ███ ██ ████ ███ ██ ████ ███ ██ ████ ███ ██ ████ ███ ██ ████ ███ ██ ████ ███ ██ ████ ███ ██ ████ ███ ██ ████ ███ ██ ████ ███ ██ ████ ███ ██ ████ ███ ██ ████ ███ ██ ████ ███ ██ ████ ███ ██ ████ ███ ██ ████ ███ ██ ████ ███ ██ ████ ███ ██ ████ ███ ██ ████ ███ ██ ████ ███ ██ ████ ███ ██ ████ ███ ██ ████ ███ ██ ████ ███ ██ ████ ███ ██ ████ ███ ██ ████ ███ ██ ████ ███ ██ ████ ███ ██ ████ ███ ██ ████ ███ ██ ████ ███ ██ ████ ███ ██ ████ ███ ██ ████ ███ ██ ████ ███ ██ ████ ███ ██ ████ ███ ██ ████ ███ ██ ████ ███ ██ ████ ███ ██ ████ ███ ██ ████ ███ ██ ████ ███ ██ ████ ███ ██ ████ ███ ██ ████ ███ ██ ████ ███ ██ ████ ███ ██ ████ ███ ██ ████ ███ ██ ████ ███ ██ ████ ███ ██ ████ ███ ██ ████ ███ ██ ████ ███ ██ ████ ███ ██ ████ ███ ██ ████ ███ ██ ████ ███ ██ ████ ███ ██ ████ ███ ██ ████ ███ ██ ████ ███ ██ ████ ███ ██ ████ ███ ██ ████ ███ ██ ████ ███ ██ ████ ███ ██ ████ ███ ██ ████ ███ ██ ████ ███ ██ ████ ███ ██ ████ ███ ██ ████ ███ ██ ████ ███ ██ ████ ███ ██ ████ ███ ██ ████ ███ ██ ████ ███ ██ ████ ███ ██ ████ ███ ██ ████ ███ ██ ████ ███ ██ ████ ███ ██ ████ ███ ██ ████ ███ ██ ████ ███ ██ ████ ███ ██ ████ ███ ██ ████ ███ ██ ████ ███ ██ ████ ███ ██ ████ ███ ██ ████ ███ ██ ████ ███ ██ ████ ███ ██ ████ ███ ██ ████ ███ ██ ████ ███ ██ ████ ███ ██ ████ ███ ██ ████ ███ ██ ████ ███ ██ ████ ███ ██ ████ ███ ██ ████ ███ ██ ████ ███ ██ ████ ███ ██ ████ ███ ██ ████ ███ ██ ████ ███ ██ ████ ███ ██ ████ ███ ██ ████ ███ ██ ████ ███ ██ ████ ███ ██ ████ ███ ██ ████ ███ ██ ████ ███ ██ ████ ███ ██ ████ ███ ██ ████ ███ ██ ████ ███ ██ ████ ███ ██ ████ ███ ██ ████ ███ ██ ████ ███ ██ ████ ███ ██ ████ ███ ██ ████ ███ ██ ████ ███ ██ ████ ███ ██ ████ ███ ██ ████ ███ ██ ████ ███ ██ ████ ███ ██ ████ ███ ██ ████ ███ ██ ████ ███ ██ ████ ███ ██ ████ ███ ██ ████ ███ ██ ████ ███ ██ ████ ███ ██ ████ ███ ██ ████ ███ ██ ████ ███ ██ ████ ███ ██ ████ ███ ██ ████ ███ ██ ████ ███ ██ ████ ███ ██ ████ ███ ██ ████ ███ ██ ████ ███ ██ ████ ███ ██ ████ ███ ██ ████ ███ ██ ████ ███ ██ ████ ███ ██ ████ ███ ██ ████ ███ ██ ████ ███ ██ ████ ███ ██ ████ ███ ██ ████ ███ ██ ████ ███ ██ ████ ███ ██ ████ ███ ██ ████ ███ ██ ████ ███ ██ ████ ███ ██ ████ ███ ██ ████ ███ ██ ████ ███ ██ ████ ███ ██ ████ ███ ██ ████ ███ ██ ████ ███ ██ ████ ███ ██ ████ ███ ██ ████ ███ ██ ████ ███ ██ ████ ███ ██ ████ ███ ██ ████ ███ ██ ████ ███ ██ ████ ███ ██ ████ ███ ██ ████ ███ ██ ████ ███ ██ ████ ███ ██ ████ ███ ██ ████ ███ ██ ████ ███ ██ ████ ███ ██ ████ ███ ██ ████ ███ ██ ████ ███ ██ ████ ███ ██ ████ ███ ██ ████ ███ ██ ████ ███ ██ ████ ███ ██ ████ ███ ██ ████ ███ ██ ████ ███ ██ ████ ███ ██ ████ ███ ██ ████ ███ ██ ████ ███ ██ ████ ███ ██ ████ ███ ██ ████ ███ ██ ████ ███ ██ ████ ███ ██ ████ ███ ██ ████ ███ ██ ████ ███ ██ ████ ███ ██ ████ ███ ██ ████ ███ ██ ████ ███ ██ ████ ███ ██ ████ ███ ██ ████ ███ ██ ████ ███ ██ ████ ███ ██ ████ ███ ██ ████ ███ ██ ████ ███ ██ ████ ███ ██ ████ ███ ██ ████ ███ ██ ████ ███ ██ ████ ███ ██ ████ ███ ██ ████ ███ ██ ████ ███ ██ ████ ███ ██ ████ ███ ██ ████ ███ ██ ████ ███ ██ ████ ███ ██ ████ ███ ██ ████ ███ ██ ████ ███ ██ ████ ███ ██ ████ ███ ██ ████ ███ ██ ████ ███ ██ ████ ███ ██ ████ ███ ██ ████ ███ ██ ████ (161, 283, 273, 1620)
body-text: ███ ██ ████ ███ ██ ████ ███ ██ ████ ███ ██ ████ ███ ██ ████ ███ ██ ████ ███ ██ ████ ███ ██ ████ ███ ██ ████ ███ ██ ████ ███ ██ ████ ███ ██ ████ ███ ██ ████ ███ ██ ████ ███ ██ ████ ███ ██ ████ ███ ██ ████ ███ ██ ████ ███ ██ ████ ███ ██ ████ ███ ██ ████ ███ ██ ████ ███ ██ ████ ███ ██ ████ ███ ██ ████ ███ ██ ████ ███ ██ ████ ███ ██ ████ ███ ██ ████ ███ ██ ████ ███ ██ ████ ███ ██ ████ ███ ██ ████ ███ ██ ████ ███ ██ ████ ███ ██ ████ ███ ██ ████ ███ ██ ████ ███ ██ ████ ███ ██ ████ ███ ██ ████ ███ ██ ████ ███ ██ ████ ███ ██ ████ ███ ██ ████ ███ ██ ████ ███ ██ ████ ███ ██ ████ ███ ██ ████ ███ ██ ████ ███ ██ ████ ███ ██ ████ ███ ██ ████ ███ ██ ████ ███ ██ ████ ███ ██ ████ ███ ██ ████ ███ ██ ████ ███ ██ ████ ███ ██ ████ ███ ██ ████ ███ ██ ████ ███ ██ ████ ███ ██ ████ ███ ██ ████ ███ ██ ████ ███ ██ ████ ███ ██ ████ ███ ██ ████ ███ ██ ████ ███ ██ ████ ███ ██ ████ ███ ██ ████ ███ ██ ████ ███ ██ ████ ███ ██ ████ ███ ██ ████ ███ ██ ████ ███ ██ ████ ███ ██ ████ ███ ██ ████ ███ ██ ████ ███ ██ ████ ███ ██ ████ ███ ██ ████ ███ ██ ████ ███ ██ ████ ███ ██ ████ ███ ██ ████ ███ ██ ████ ███ ██ ████ ███ ██ ████ ███ ██ ████ ███ ██ ████ ███ ██ ████ ███ ██ ████ ███ ██ ████ ███ ██ ████ ███ ██ ████ ███ ██ ████ ███ ██ ████ ███ ██ ████ ███ ██ ████ ███ ██ ████ ███ ██ ████ ███ ██ ████ ███ ██ ████ ███ ██ ████ ███ ██ ████ ███ ██ ████ ███ ██ ████ ███ ██ ████ ███ ██ ████ ███ ██ ████ ███ ██ ████ ███ ██ ████ ███ ██ ████ ███ ██ ████ ███ ██ ████ ███ ██ ████ ███ ██ ████ ███ ██ ████ ███ ██ ████ ███ ██ ████ ███ ██ ████ ███ ██ ████ ███ ██ ████ ███ ██ ████ ███ ██ ████ ███ ██ ████ ███ ██ ████ ███ ██ ████ ███ ██ ████ ███ ██ ████ ███ ██ ████ ███ ██ ████ ███ ██ ████ ███ ██ ████ ███ ██ ████ ███ ██ ████ ███ ██ ████ ███ ██ ████ ███ ██ ████ ███ ██ ████ ███ ██ ████ ███ ██ ████ ███ ██ ████ ███ ██ ████ ███ ██ ████ ███ ██ ████ ███ ██ ████ ███ ██ ████ ███ ██ ████ ███ ██ ████ ███ ██ ████ ███ ██ ████ ███ ██ ████ ███ ██ ████ ███ ██ ████ ███ ██ ████ (56, 1223, 153, 1389)
article-headline: Der türkische Bericht. (305, 280, 370, 286)
business-item-title: Frankfurter Hypothekenbank. (415, 2154, 489, 2159)
speaker: Abg. Werner-Hersfeld (Mall.) (56, 1216, 138, 1222)
business-item-title: Spinnerei und Buntweberei Pierose. (407, 2037, 497, 2042)
speaker: Abg. Nacken (Z.): (56, 226, 105, 232)
body-text: ███ ██ ████ ███ ██ ████ ███ ██ ████ ███ ██ ████ ███ ██ ████ ███ ██ ████ ███ ██ ████ ███ ██ ████ ███ ██ ████ ███ ██ ████ ███ ██ ████ ███ ██ ████ ███ ██ ████ ███ ██ ████ ███ ██ ████ ███ ██ ████ ███ ██ ████ ███ ██ ████ ███ ██ ████ ███ ██ ████ ███ ██ ████ ███ ██ ████ ███ ██ ████ ███ ██ ████ ███ ██ ████ ███ ██ ████ ███ ██ ████ ███ ██ ████ ███ ██ ████ ███ ██ ████ ███ ██ ████ ███ ██ ████ ███ ██ ████ ███ ██ ████ ███ ██ ████ ███ ██ ████ ███ ██ ████ ███ ██ ████ ███ ██ ████ ███ ██ ████ ███ ██ ████ ███ ██ ████ ███ ██ ████ ███ ██ ████ ███ ██ ████ ███ ██ ████ ███ ██ ████ ███ ██ ████ ███ ██ ████ ███ ██ ████ ███ ██ ████ ███ ██ ████ ███ ██ ████ ███ ██ ████ ███ ██ ████ ███ ██ ████ ███ ██ ████ ███ ██ ████ ███ ██ ████ ███ ██ ████ ███ ██ ████ ███ ██ ████ ███ ██ ████ ███ ██ ████ ███ ██ ████ ███ ██ ████ ███ ██ ████ ███ ██ ████ ███ ██ ████ ███ ██ ████ ███ ██ ████ ███ ██ ████ ███ ██ ████ ███ ██ ████ ███ ██ ████ ███ ██ ████ ███ ██ ████ ███ ██ ████ ███ ██ ████ ███ ██ ████ ███ ██ ████ ███ ██ ████ ███ ██ ████ ███ ██ ████ ███ ██ ████ ███ ██ ████ ███ ██ ████ ███ ██ ████ ███ ██ ████ ███ ██ ████ ███ ██ ████ ███ ██ ████ ███ ██ ████ ███ ██ ████ ███ ██ ████ ███ ██ ████ ███ ██ ████ ███ ██ ████ ███ ██ ████ ███ ██ ████ ███ ██ ████ ███ ██ ████ ███ ██ ████ ███ ██ ████ ███ ██ ████ ███ ██ ████ ███ ██ ████ ███ ██ ████ ███ ██ ████ ███ ██ ████ (453, 1306, 503, 1532)
body-text: ███ ██ ████ ███ ██ ████ ███ ██ ████ ███ ██ ████ ███ ██ ████ ███ ██ ████ ███ ██ ████ ███ ██ ████ ███ ██ ████ ███ ██ ████ ███ ██ ████ ███ ██ ████ ███ ██ ████ ███ ██ ████ ███ ██ ████ ███ ██ ████ ███ ██ ████ ███ ██ ████ ███ ██ ████ ███ ██ ████ ███ ██ ████ ███ ██ ████ ███ ██ ████ ███ ██ ████ ███ ██ ████ ███ ██ ████ ███ ██ ████ ███ ██ ████ ███ ██ ████ ███ ██ ████ ███ ██ ████ ███ ██ ████ ███ ██ ████ ███ ██ ████ ███ ██ ████ ███ ██ ████ ███ ██ ████ ███ ██ ████ ███ ██ ████ ███ ██ ████ ███ ██ ████ ███ ██ ████ ███ ██ ████ ███ ██ ████ ███ ██ ████ ███ ██ ████ ███ ██ ████ ███ ██ ████ ███ ██ ████ ███ ██ ████ ███ ██ ████ ███ ██ ████ ███ ██ ████ ███ ██ ████ ███ ██ ████ ███ ██ ████ ███ ██ ████ ███ ██ ████ ███ ██ ████ ███ ██ ████ ███ ██ ████ ███ ██ ████ ███ ██ ████ ███ ██ ████ ███ ██ ████ ███ ██ ████ ███ ██ ████ ███ ██ ████ ███ ██ ████ ███ ██ ████ ███ ██ ████ ███ ██ ████ ███ ██ ████ ███ ██ ████ ███ ██ ████ ███ ██ ████ ███ ██ ████ ███ ██ ████ ███ ██ ████ ███ ██ ████ ███ ██ ████ ███ ██ ████ ███ ██ ████ ███ ██ ████ ███ ██ ████ ███ ██ ████ ███ ██ ████ ███ ██ ████ ███ ██ ████ ███ ██ ████ ███ ██ ████ ███ ██ ████ ███ ██ ████ ███ ██ ████ ███ ██ ████ ███ ██ ████ ███ ██ ████ ███ ██ ████ ███ ██ ████ ███ ██ ████ ███ ██ ████ ███ ██ ████ ███ ██ ████ ███ ██ ████ ███ ██ ████ ███ ██ ████ ███ ██ ████ ███ ██ ████ ███ ██ ████ ███ ██ ████ (56, 109, 153, 226)
body-text: ███ ██ ████ ███ ██ ████ ███ ██ ████ ███ ██ ████ ███ ██ ████ ███ ██ ████ ███ ██ ████ ███ ██ ████ ███ ██ ████ ███ ██ ████ ███ ██ ████ ███ ██ ████ ███ ██ ████ ███ ██ ████ ███ ██ ████ ███ ██ ████ ███ ██ ████ ███ ██ ████ ███ ██ ████ ███ ██ ████ ███ ██ ████ ███ ██ ████ ███ ██ ████ ███ ██ ████ ███ ██ ████ ███ ██ ████ ███ ██ ████ ███ ██ ████ ███ ██ ████ ███ ██ ████ ███ ██ ████ ███ ██ ████ ███ ██ ████ ███ ██ ████ ███ ██ ████ ███ ██ ████ ███ ██ ████ ███ ██ ████ ███ ██ ████ ███ ██ ████ ███ ██ ████ ███ ██ ████ ███ ██ ████ ███ ██ ████ ███ ██ ████ ███ ██ ████ ███ ██ ████ ███ ██ ████ ███ ██ ████ ███ ██ ████ ███ ██ ████ ███ ██ ████ ███ ██ ████ ███ ██ ████ ███ ██ ████ ███ ██ ████ ███ ██ ████ ███ ██ ████ ███ ██ ████ ███ ██ ████ ███ ██ ████ ███ ██ ████ ███ ██ ████ ███ ██ ████ ███ ██ ████ ███ ██ ████ ███ ██ ████ ███ ██ ████ ███ ██ ████ ███ ██ ████ ███ ██ ████ ███ ██ ████ ███ ██ ████ ███ ██ ████ ███ ██ ████ ███ ██ ████ ███ ██ ████ ███ ██ ████ ███ ██ ████ ███ ██ ████ ███ ██ ████ ███ ██ ████ ███ ██ ████ ███ ██ ████ ███ ██ ████ ███ ██ ████ ███ ██ ████ ███ ██ ████ ███ ██ ████ ███ ██ ████ ███ ██ ████ ███ ██ ████ ███ ██ ████ ███ ██ ████ ███ ██ ████ ███ ██ ████ ███ ██ ████ ███ ██ ████ ███ ██ ████ ███ ██ ████ ███ ██ ████ ███ ██ ████ ███ ██ ████ ███ ██ ████ ███ ██ ████ ███ ██ ████ ███ ██ ████ ███ ██ ████ ███ ██ ████ ███ ██ ████ ███ ██ ████ ███ ██ ████ ███ ██ ████ ███ ██ ████ ███ ██ ████ ███ ██ ████ ███ ██ ████ ███ ██ ████ ███ ██ ████ ███ ██ ████ ███ ██ ████ ███ ██ ████ ███ ██ ████ ███ ██ ████ ███ ██ ████ ███ ██ ████ ███ ██ ████ ███ ██ ████ ███ ██ ████ ███ ██ ████ ███ ██ ████ ███ ██ ████ ███ ██ ████ ███ ██ ████ ███ ██ ████ ███ ██ ████ ███ ██ ████ ███ ██ ████ ███ ██ ████ ███ ██ ████ ███ ██ ████ ███ ██ ████ ███ ██ ████ ███ ██ ████ ███ ██ ████ ███ ██ ████ ███ ██ ████ ███ ██ ████ ███ ██ ████ ███ ██ ████ ███ ██ ████ ███ ██ ████ ███ ██ ████ ███ ██ ████ ███ ██ ████ ███ ██ ████ ███ ██ ████ ███ ██ ████ ███ ██ ████ ███ ██ ████ ███ ██ ████ ███ ██ ████ ███ ██ ████ ███ ██ ████ ███ ██ ████ ███ ██ ████ ███ ██ ████ ███ ██ ████ ███ ██ ████ ███ ██ ████ ███ ██ ████ ███ ██ ████ ███ ██ ████ ███ ██ ████ ███ ██ ████ ███ ██ ████ ███ ██ ████ ███ ██ ████ ███ ██ ████ ███ ██ ████ ███ ██ ████ ███ ██ ████ ███ ██ ████ ███ ██ ████ ███ ██ ████ ███ ██ ████ ███ ██ ████ ███ ██ ████ ███ ██ ████ ███ ██ ████ ███ ██ ████ ███ ██ ████ ███ ██ ████ ███ ██ ████ ███ ██ ████ ███ ██ ████ ███ ██ ████ ███ ██ ████ ███ ██ ████ ███ ██ ████ ███ ██ ████ ███ ██ ████ ███ ██ ████ ███ ██ ████ ███ ██ ████ ███ ██ ████ ███ ██ ████ ███ ██ ████ ███ ██ ████ ███ ██ ████ ███ ██ ████ ███ ██ ████ ███ ██ ████ ███ ██ ████ ███ ██ ████ ███ ██ ████ ███ ██ ████ ███ ██ ████ ███ ██ ████ ███ ██ ████ ███ ██ ████ ███ ██ ████ ███ ██ ████ ███ ██ ████ ███ ██ ████ ███ ██ ████ ███ ██ ████ ███ ██ ████ ███ ██ ████ ███ ██ ████ (56, 1396, 153, 1638)
speaker: Abg. Dr. Quarck (Soz.) (56, 1871, 119, 1876)
body-text: ███ ██ ████ ███ ██ ████ ███ ██ ████ ███ ██ ████ ███ ██ ████ ███ ██ ████ ███ ██ ████ ███ ██ ████ ███ ██ ████ ███ ██ ████ ███ ██ ████ ███ ██ ████ ███ ██ ████ ███ ██ ████ ███ ██ ████ ███ ██ ████ ███ ██ ████ ███ ██ ████ ███ ██ ████ ███ ██ ████ ███ ██ ████ ███ ██ ████ ███ ██ ████ ███ ██ ████ ███ ██ ████ ███ ██ ████ ███ ██ ████ ███ ██ ████ ███ ██ ████ ███ ██ ████ ███ ██ ████ ███ ██ ████ ███ ██ ████ ███ ██ ████ ███ ██ ████ ███ ██ ████ ███ ██ ████ ███ ██ ████ ███ ██ ████ ███ ██ ████ ███ ██ ████ ███ ██ ████ ███ ██ ████ ███ ██ ████ ███ ██ ████ ███ ██ ████ ███ ██ ████ ███ ██ ████ ███ ██ ████ ███ ██ ████ ███ ██ ████ ███ ██ ████ ███ ██ ████ ███ ██ ████ ███ ██ ████ ███ ██ ████ ███ ██ ████ ███ ██ ████ ███ ██ ████ ███ ██ ████ ███ ██ ████ ███ ██ ████ ███ ██ ████ ███ ██ ████ ███ ██ ████ ███ ██ ████ ███ ██ ████ ███ ██ ████ ███ ██ ████ ███ ██ ████ ███ ██ ████ ███ ██ ████ ███ ██ ████ ███ ██ ████ ███ ██ ████ ███ ██ ████ ███ ██ ████ ███ ██ ████ ███ ██ ████ ███ ██ ████ ███ ██ ████ ███ ██ ████ ███ ██ ████ ███ ██ ████ ███ ██ ████ ███ ██ ████ ███ ██ ████ ███ ██ ████ ███ ██ ████ ███ ██ ████ ███ ██ ████ ███ ██ ████ ███ ██ ████ ███ ██ ████ ███ ██ ████ ███ ██ ████ ███ ██ ████ ███ ██ ████ ███ ██ ████ ███ ██ ████ ███ ██ ████ ███ ██ ████ ███ ██ ████ ███ ██ ████ ███ ██ ████ ███ ██ ████ ███ ██ ████ ███ ██ ████ ███ ██ ████ ███ ██ ████ ███ ██ ████ ███ ██ ████ ███ ██ ████ ███ ██ ████ ███ ██ ████ ███ ██ ████ ███ ██ ████ ███ ██ ████ ███ ██ ████ ███ ██ ████ ███ ██ ████ ███ ██ ████ ███ ██ ████ ███ ██ ████ ███ ██ ████ ███ ██ ████ ███ ██ ████ ███ ██ ████ ███ ██ ████ ███ ██ ████ ███ ██ ████ ███ ██ ████ ███ ██ ████ ███ ██ ████ ███ ██ ████ ███ ██ ████ ███ ██ ████ ███ ██ ████ ███ ██ ████ ███ ██ ████ ███ ██ ████ ███ ██ ████ ███ ██ ████ ███ ██ ████ ███ ██ ████ ███ ██ ████ ███ ██ ████ ███ ██ ████ ███ ██ ████ ███ ██ ████ ███ ██ ████ ███ ██ ████ ███ ██ ████ ███ ██ ████ ███ ██ ████ ███ ██ ████ ███ ██ ████ ███ ██ ████ ███ ██ ████ ███ ██ ████ ███ ██ ████ ███ ██ ████ ███ ██ ████ ███ ██ ████ ███ ██ ████ ███ ██ ████ ███ ██ ████ ███ ██ ████ ███ ██ ████ ███ ██ ████ ███ ██ ████ ███ ██ ████ ███ ██ ████ ███ ██ ████ ███ ██ ████ ███ ██ ████ ███ ██ ████ ███ ██ ████ ███ ██ ████ ███ ██ ████ ███ ██ ████ ███ ██ ████ ███ ██ ████ ███ ██ ████ ███ ██ ████ ███ ██ ████ ███ ██ ████ ███ ██ ████ ███ ██ ████ ███ ██ ████ ███ ██ ████ ███ ██ ████ ███ ██ ████ ███ ██ ████ ███ ██ ████ ███ ██ ████ ███ ██ ████ ███ ██ ████ ███ ██ ████ ███ ██ ████ ███ ██ ████ ███ ██ ████ ███ ██ ████ ███ ██ ████ ███ ██ ████ ███ ██ ████ ███ ██ ████ ███ ██ ████ ███ ██ ████ ███ ██ ████ ███ ██ ████ ███ ██ ████ ███ ██ ████ ███ ██ ████ ███ ██ ████ ███ ██ ████ ███ ██ ████ ███ ██ ████ ███ ██ ████ ███ ██ ████ ███ ██ ████ ███ ██ ████ ███ ██ ████ ███ ██ ████ ███ ██ ████ ███ ██ ████ ███ ██ ████ ███ ██ ████ ███ ██ ████ ███ ██ ████ ███ ██ ████ ███ ██ ████ ███ ██ ████ ███ ██ ████ ███ ██ ████ ███ ██ ████ ███ ██ ████ ███ ██ ████ ███ ██ ████ ███ ██ ████ ███ ██ ████ ███ ██ ████ ███ ██ ████ ███ ██ ████ ███ ██ ████ ███ ██ ████ ███ ██ ████ ███ ██ ████ ███ ██ ████ ███ ██ ████ ███ ██ ████ ███ ██ ████ ███ ██ ████ ███ ██ ████ ███ ██ ████ ███ ██ ████ ███ ██ ████ ███ ██ ████ ███ ██ ████ ███ ██ ████ ███ ██ ████ ███ ██ ████ ███ ██ ████ ███ ██ ████ ███ ██ ████ ███ ██ ████ ███ ██ ████ ███ ██ ████ ███ ██ ████ ███ ██ ████ ███ ██ ████ ███ ██ ████ ███ ██ ████ ███ ██ ████ ███ ██ ████ ███ ██ ████ ███ ██ ████ ███ ██ ████ ███ ██ ████ ███ ██ ████ (281, 603, 393, 855)
column-4 (400, 37, 504, 2465)
speaker: Staatssekretär Kraetke (56, 2218, 121, 2224)
body-text: ███ ██ ████ ███ ██ ████ ███ ██ ████ ███ ██ ████ ███ ██ ████ ███ ██ ████ ███ ██ ████ ███ ██ ████ ███ ██ ████ ███ ██ ████ ███ ██ ████ ███ ██ ████ ███ ██ ████ ███ ██ ████ ███ ██ ████ ███ ██ ████ ███ ██ ████ ███ ██ ████ ███ ██ ████ ███ ██ ████ ███ ██ ████ ███ ██ ████ ███ ██ ████ ███ ██ ████ ███ ██ ████ ███ ██ ████ ███ ██ ████ ███ ██ ████ ███ ██ ████ ███ ██ ████ ███ ██ ████ ███ ██ ████ ███ ██ ████ ███ ██ ████ ███ ██ ████ ███ ██ ████ ███ ██ ████ ███ ██ ████ ███ ██ ████ ███ ██ ████ ███ ██ ████ ███ ██ ████ ███ ██ ████ ███ ██ ████ ███ ██ ████ ███ ██ ████ ███ ██ ████ ███ ██ ████ ███ ██ ████ ███ ██ ████ ███ ██ ████ ███ ██ ████ ███ ██ ████ ███ ██ ████ ███ ██ ████ ███ ██ ████ ███ ██ ████ ███ ██ ████ ███ ██ ████ ███ ██ ████ ███ ██ ████ ███ ██ ████ ███ ██ ████ ███ ██ ████ ███ ██ ████ ███ ██ ████ ███ ██ ████ ███ ██ ████ ███ ██ ████ ███ ██ ████ ███ ██ ████ ███ ██ ████ ███ ██ ████ ███ ██ ████ ███ ██ ████ ███ ██ ████ ███ ██ ████ ███ ██ ████ ███ ██ ████ ███ ██ ████ ███ ██ ████ ███ ██ ████ ███ ██ ████ ███ ██ ████ ███ ██ ████ ███ ██ ████ ███ ██ ████ ███ ██ ████ ███ ██ ████ ███ ██ ████ ███ ██ ████ ███ ██ ████ ███ ██ ████ ███ ██ ████ ███ ██ ████ ███ ██ ████ ███ ██ ████ ███ ██ ████ ███ ██ ████ ███ ██ ████ ███ ██ ████ ███ ██ ████ ███ ██ ████ ███ ██ ████ ███ ██ ████ ███ ██ ████ ███ ██ ████ ███ ██ ████ ███ ██ ████ ███ ██ ████ ███ ██ ████ ███ ██ ████ ███ ██ ████ ███ ██ ████ ███ ██ ████ ███ ██ ████ ███ ██ ████ ███ ██ ████ ███ ██ ████ ███ ██ ████ (56, 2448, 153, 2575)
section-note: Wiedergabe und sinnliche Verbreitung der Artikel mit • und der Privatnachrichten des gesamten Handelsteiles nur mit Genehmigung gestattet. (401, 1549, 503, 1563)
body-text: ███ ██ ████ ███ ██ ████ ███ ██ ████ ███ ██ ████ ███ ██ ████ ███ ██ ████ ███ ██ ████ ███ ██ ████ ███ ██ ████ ███ ██ ████ ███ ██ ████ ███ ██ ████ ███ ██ ████ ███ ██ ████ ███ ██ ████ ███ ██ ████ ███ ██ ████ ███ ██ ████ ███ ██ ████ ███ ██ ████ ███ ██ ████ ███ ██ ████ ███ ██ ████ ███ ██ ████ ███ ██ ████ ███ ██ ████ ███ ██ ████ ███ ██ ████ ███ ██ ████ ███ ██ ████ ███ ██ ████ ███ ██ ████ ███ ██ ████ ███ ██ ████ ███ ██ ████ ███ ██ ████ ███ ██ ████ ███ ██ ████ ███ ██ ████ ███ ██ ████ ███ ██ ████ ███ ██ ████ ███ ██ ████ ███ ██ ████ ███ ██ ████ ███ ██ ████ ███ ██ ████ ███ ██ ████ ███ ██ ████ ███ ██ ████ ███ ██ ████ ███ ██ ████ ███ ██ ████ ███ ██ ████ ███ ██ ████ ███ ██ ████ ███ ██ ████ ███ ██ ████ ███ ██ ████ ███ ██ ████ ███ ██ ████ ███ ██ ████ ███ ██ ████ ███ ██ ████ ███ ██ ████ ███ ██ ████ ███ ██ ████ ███ ██ ████ ███ ██ ████ ███ ██ ████ ███ ██ ████ ███ ██ ████ ███ ██ ████ ███ ██ ████ ███ ██ ████ ███ ██ ████ ███ ██ ████ ███ ██ ████ ███ ██ ████ ███ ██ ████ ███ ██ ████ ███ ██ ████ ███ ██ ████ ███ ██ ████ ███ ██ ████ ███ ██ ████ ███ ██ ████ ███ ██ ████ ███ ██ ████ ███ ██ ████ ███ ██ ████ ███ ██ ████ ███ ██ ████ ███ ██ ████ ███ ██ ████ ███ ██ ████ ███ ██ ████ ███ ██ ████ ███ ██ ████ ███ ██ ████ ███ ██ ████ ███ ██ ████ ███ ██ ████ ███ ██ ████ ███ ██ ████ ███ ██ ████ ███ ██ ████ ███ ██ ████ ███ ██ ████ ███ ██ ████ ███ ██ ████ ███ ██ ████ ███ ██ ████ ███ ██ ████ ███ ██ ████ ███ ██ ████ ███ ██ ████ ███ ██ ████ ███ ██ ████ ███ ██ ████ ███ ██ ████ ███ ██ ████ ███ ██ ████ ███ ██ ████ ███ ██ ████ ███ ██ ████ ███ ██ ████ ███ ██ ████ ███ ██ ████ ███ ██ ████ ███ ██ ████ ███ ██ ████ ███ ██ ████ ███ ██ ████ ███ ██ ████ ███ ██ ████ ███ ██ ████ ███ ██ ████ ███ ██ ████ ███ ██ ████ ███ ██ ████ ███ ██ ████ ███ ██ ████ ███ ██ ████ ███ ██ ████ ███ ██ ████ ███ ██ ████ ███ ██ ████ ███ ██ ████ ███ ██ ████ ███ ██ ████ ███ ██ ████ ███ ██ ████ ███ ██ ████ ███ ██ ████ ███ ██ ████ ███ ██ ████ ███ ██ ████ ███ ██ ████ ███ ██ ████ ███ ██ ████ ███ ██ ████ ███ ██ ████ ███ ██ ████ ███ ██ ████ ███ ██ ████ ███ ██ ████ ███ ██ ████ ███ ██ ████ ███ ██ ████ ███ ██ ████ ███ ██ ████ ███ ██ ████ ███ ██ ████ ███ ██ ████ ███ ██ ████ ███ ██ ████ ███ ██ ████ ███ ██ ████ ███ ██ ████ ███ ██ ████ ███ ██ ████ ███ ██ ████ ███ ██ ████ ███ ██ ████ ███ ██ ████ ███ ██ ████ ███ ██ ████ ███ ██ ████ ███ ██ ████ ███ ██ ████ ███ ██ ████ ███ ██ ████ ███ ██ ████ ███ ██ ████ ███ ██ ████ ███ ██ ████ ███ ██ ████ ███ ██ ████ ███ ██ ████ ███ ██ ████ ███ ██ ████ ███ ██ ████ ███ ██ ████ ███ ██ ████ ███ ██ ████ ███ ██ ████ ███ ██ ████ ███ ██ ████ ███ ██ ████ ███ ██ ████ ███ ██ ████ ███ ██ ████ ███ ██ ████ ███ ██ ████ ███ ██ ████ ███ ██ ████ ███ ██ ████ ███ ██ ████ ███ ██ ████ ███ ██ ████ ███ ██ ████ ███ ██ ████ ███ ██ ████ ███ ██ ████ ███ ██ ████ ███ ██ ████ ███ ██ ████ ███ ██ ████ ███ ██ ████ ███ ██ ████ ███ ██ ████ ███ ██ ████ ███ ██ ████ ███ ██ ████ ███ ██ ████ ███ ██ ████ ███ ██ ████ ███ ██ ████ ███ ██ ████ ███ ██ ████ ███ ██ ████ ███ ██ ████ ███ ██ ████ ███ ██ ████ ███ ██ ████ ███ ██ ████ ███ ██ ████ ███ ██ ████ ███ ██ ████ ███ ██ ████ ███ ██ ████ ███ ██ ████ ███ ██ ████ ███ ██ ████ ███ ██ ████ ███ ██ ████ ███ ██ ████ ███ ██ ████ ███ ██ ████ ███ ██ ████ ███ ██ ████ ███ ██ ████ ███ ██ ████ ███ ██ ████ ███ ██ ████ ███ ██ ████ ███ ██ ████ ███ ██ ████ ███ ██ ████ ███ ██ ████ ███ ██ ████ ███ ██ ████ ███ ██ ████ ███ ██ ████ ███ ██ ████ ███ ██ ████ ███ ██ ████ ███ ██ ████ ███ ██ ████ ███ ██ ████ ███ ██ ████ ███ ██ ████ ███ ██ ████ ███ ██ ████ ███ ██ ████ ███ ██ ████ ███ ██ ████ ███ ██ ████ ███ ██ ████ ███ ██ ████ ███ ██ ████ ███ ██ ████ ███ ██ ████ ███ ██ ████ ███ ██ ████ ███ ██ ████ ███ ██ ████ ███ ██ ████ ███ ██ ████ ███ ██ ████ ███ ██ ████ ███ ██ ████ ███ ██ ████ ███ ██ ████ ███ ██ ████ ███ ██ ████ ███ ██ ████ ███ ██ ████ ███ ██ ████ ███ ██ ████ ███ ██ ████ ███ ██ ████ ███ ██ ████ ███ ██ ████ ███ ██ ████ ███ ██ ████ ███ ██ ████ ███ ██ ████ ███ ██ ████ ███ ██ ████ ███ ██ ████ ███ ██ ████ ███ ██ ████ ███ ██ ████ ███ ██ ████ ███ ██ ████ ███ ██ ████ ███ ██ ████ ███ ██ ████ ███ ██ ████ ███ ██ ████ ███ ██ ████ ███ ██ ████ ███ ██ ████ ███ ██ ████ ███ ██ ████ ███ ██ ████ ███ ██ ████ ███ ██ ████ ███ ██ ████ ███ ██ ████ ███ ██ ████ ███ ██ ████ ███ ██ ████ ███ ██ ████ ███ ██ ████ ███ ██ ████ ███ ██ ████ ███ ██ ████ ███ ██ ████ ███ ██ ████ ███ ██ ████ ███ ██ ████ ███ ██ ████ ███ ██ ████ ███ ██ ████ ███ ██ ████ ███ ██ ████ ███ ██ ████ ███ ██ ████ ███ ██ ████ ███ ██ ████ ███ ██ ████ ███ ██ ████ ███ ██ ████ ███ ██ ████ ███ ██ ████ ███ ██ ████ ███ ██ ████ ███ ██ ████ ███ ██ ████ ███ ██ ████ ███ ██ ████ ███ ██ ████ ███ ██ ████ ███ ██ ████ ███ ██ ████ ███ ██ ████ ███ ██ ████ ███ ██ ████ ███ ██ ████ ███ ██ ████ ███ ██ ████ ███ ██ ████ ███ ██ ████ ███ ██ ████ ███ ██ ████ ███ ██ ████ ███ ██ ████ ███ ██ ████ ███ ██ ████ ███ ██ ████ ███ ██ ████ ███ ██ ████ ███ ██ ████ ███ ██ ████ ███ ██ ████ ███ ██ ████ ███ ██ ████ ███ ██ ████ ███ ██ ████ ███ ██ ████ ███ ██ ████ ███ ██ ████ ███ ██ ████ ███ ██ ████ ███ ██ ████ ███ ██ ████ ███ ██ ████ ███ ██ ████ ███ ██ ████ ███ ██ ████ ███ ██ ████ ███ ██ ████ ███ ██ ████ ███ ██ ████ ███ ██ ████ ███ ██ ████ ███ ██ ████ ███ ██ ████ ███ ██ ████ ███ ██ ████ ███ ██ ████ ███ ██ ████ ███ ██ ████ ███ ██ ████ ███ ██ ████ ███ ██ ████ ███ ██ ████ ███ ██ ████ ███ ██ ████ ███ ██ ████ ███ ██ ████ ███ ██ ████ ███ ██ ████ ███ ██ ████ ███ ██ ████ ███ ██ ████ ███ ██ ████ ███ ██ ████ ███ ██ ████ ███ ██ ████ ███ ██ ████ ███ ██ ████ ███ ██ ████ ███ ██ ████ ███ ██ ████ ███ ██ ████ ███ ██ ████ ███ ██ ████ ███ ██ ████ ███ ██ ████ ███ ██ ████ ███ ██ ████ ███ ██ ████ ███ ██ ████ ███ ██ ████ ███ ██ ████ ███ ██ ████ ███ ██ ████ ███ ██ ████ ███ ██ ████ ███ ██ ████ ███ ██ ████ ███ ██ ████ ███ ██ ████ ███ ██ ████ ███ ██ ████ ███ ██ ████ ███ ██ ████ ███ ██ ████ ███ ██ ████ ███ ██ ████ ███ ██ ████ ███ ██ ████ ███ ██ ████ ███ ██ ████ ███ ██ ████ ███ ██ ████ ███ ██ ████ ███ ██ ████ ███ ██ ████ ███ ██ ████ ███ ██ ████ ███ ██ ████ ███ ██ ████ ███ ██ ████ ███ ██ ████ ███ ██ ████ ███ ██ ████ ███ ██ ████ ███ ██ ████ ███ ██ ████ ███ ██ ████ ███ ██ ████ ███ ██ ████ ███ ██ ████ ███ ██ ████ ███ ██ ████ (281, 877, 393, 1322)
speaker: Abg. Bruhn (Disch. Frakt.) (56, 1638, 131, 1643)
section-note: fortgesetzt. (56, 98, 81, 103)
